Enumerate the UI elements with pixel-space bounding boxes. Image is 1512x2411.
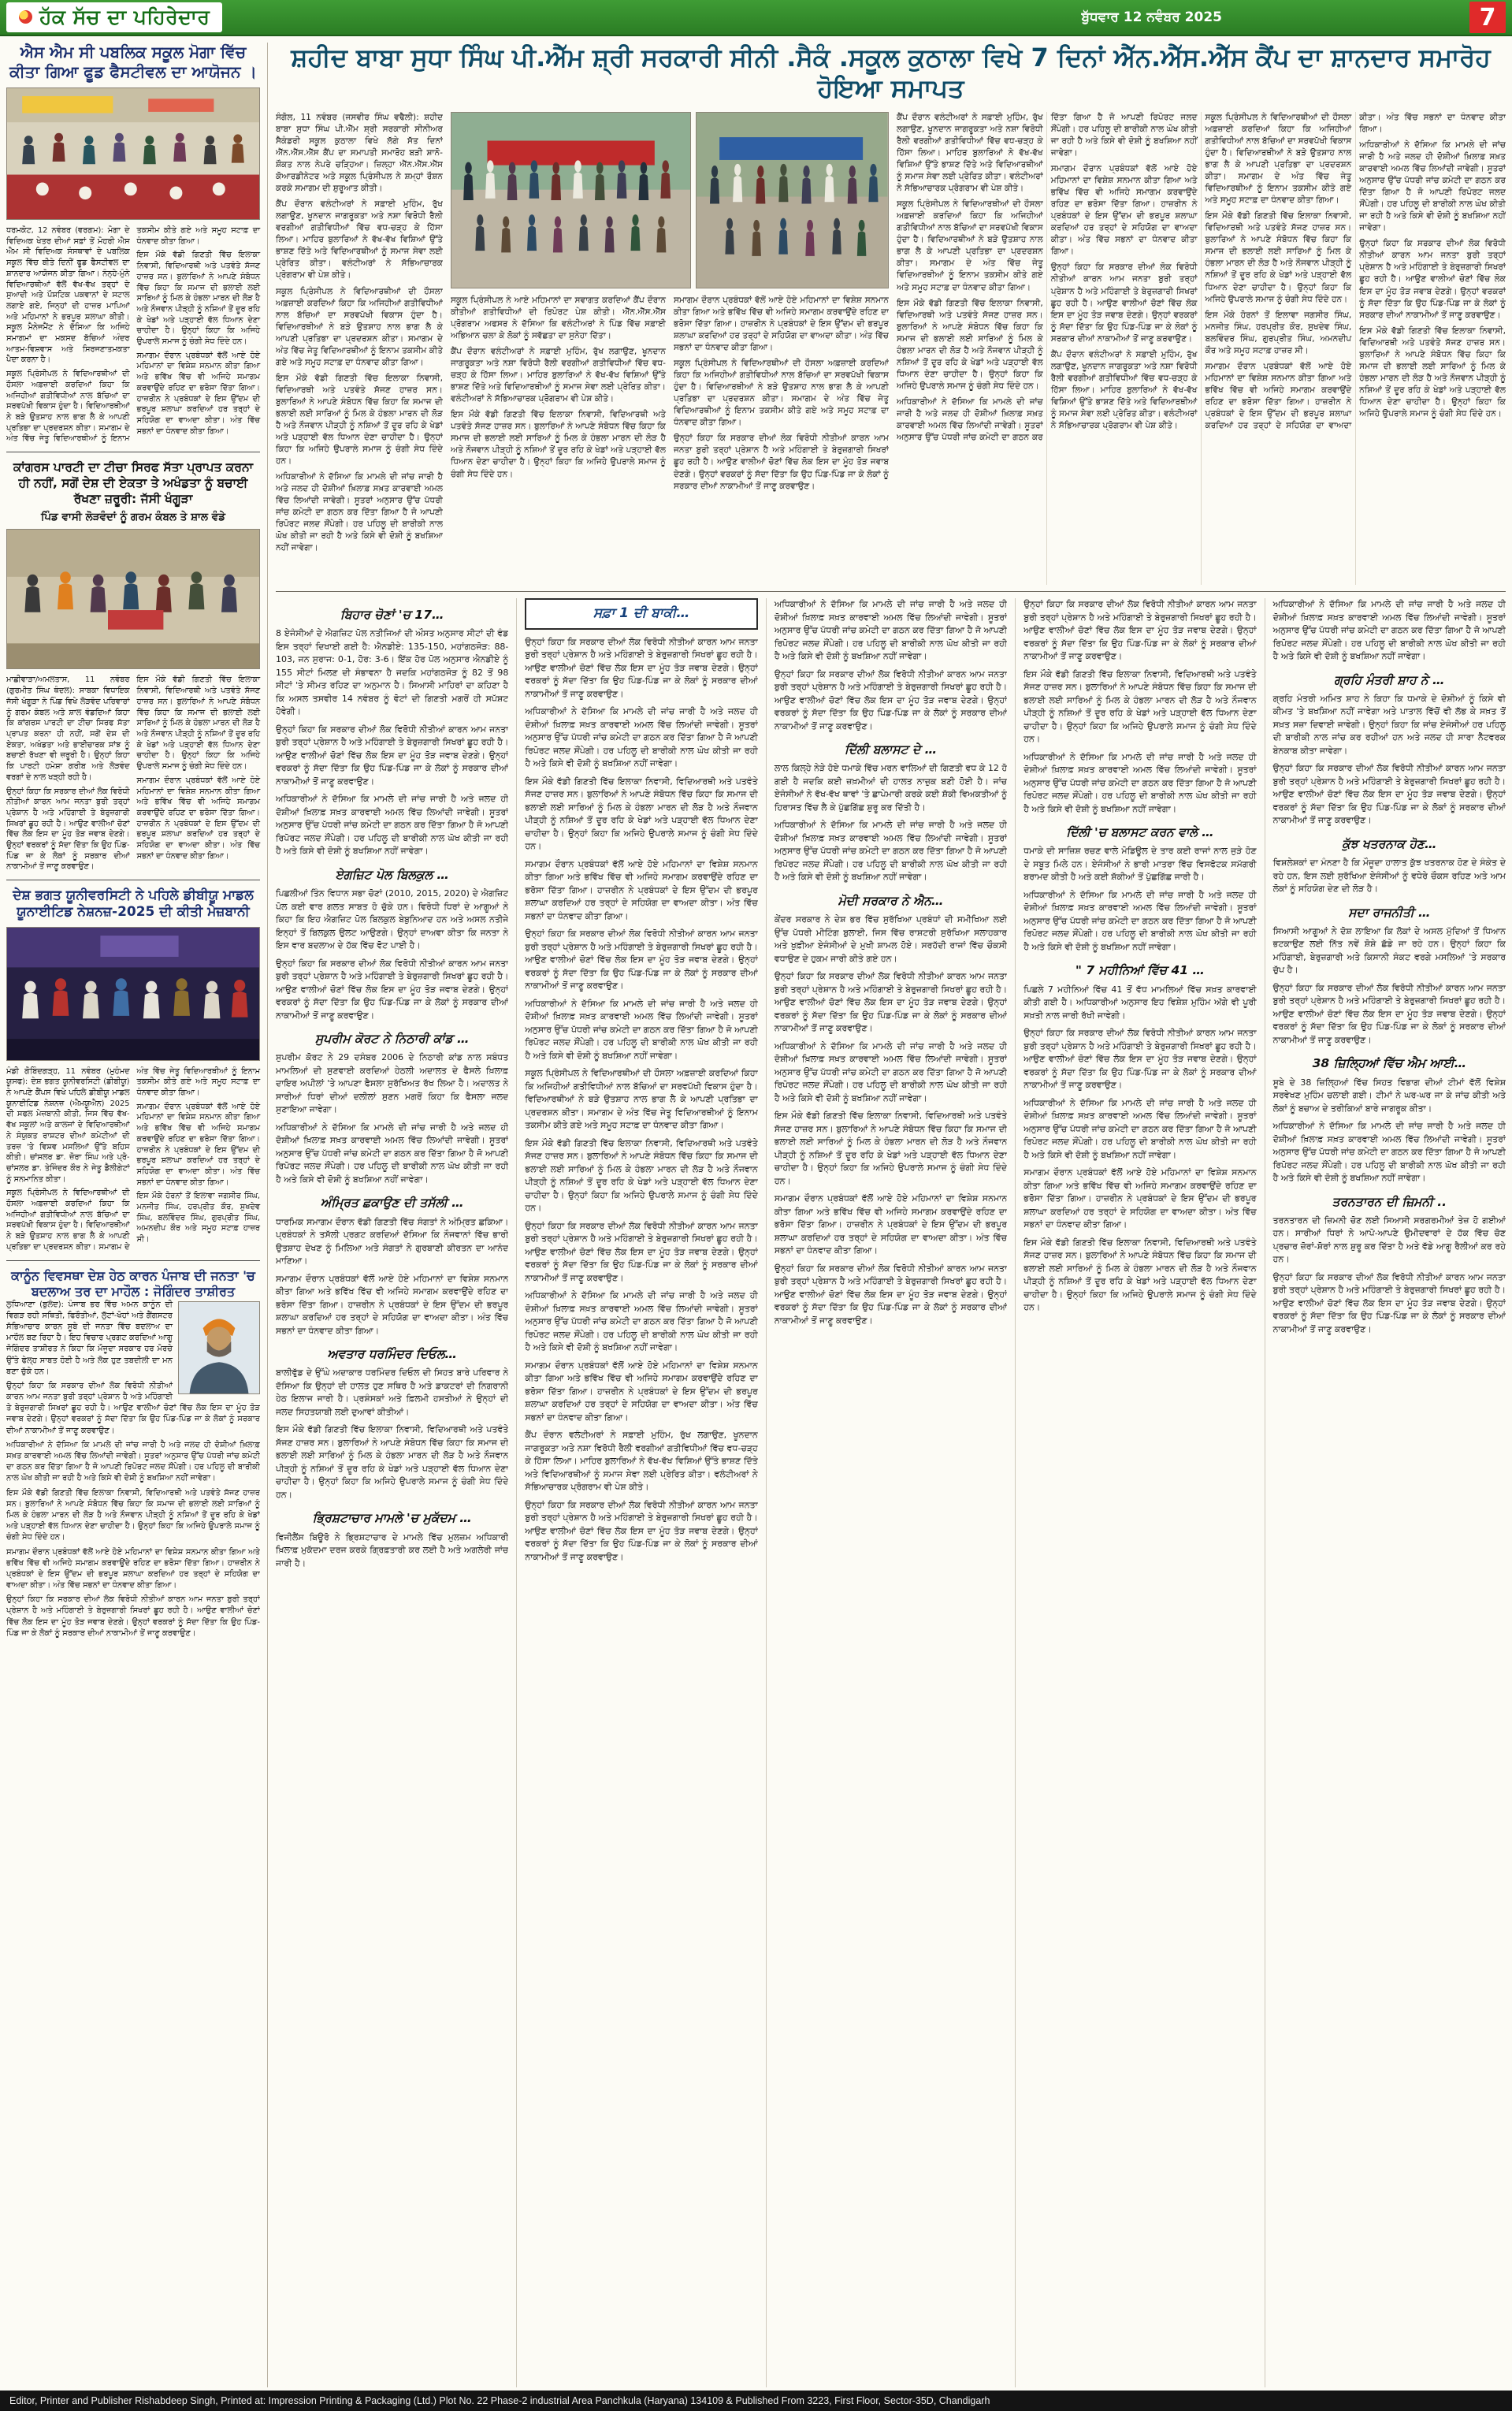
body-paragraph: ਉਨ੍ਹਾਂ ਕਿਹਾ ਕਿ ਸਰਕਾਰ ਦੀਆਂ ਲੋਕ ਵਿਰੋਧੀ ਨੀਤੀਆਂ ਕਾਰਨ ਆਮ ਜਨਤਾ ਬੁਰੀ ਤਰ੍ਹਾਂ ਪ੍ਰੇਸ਼ਾਨ ਹੈ ਅਤੇ ਮਹਿੰਗਾਈ ਤੇ ਬੇਰੁਜ਼ਗਾਰੀ ਸਿਖਰਾਂ ਛੂਹ ਰਹੀ ਹੈ। ਆਉਣ ਵਾਲੀਆਂ ਚੋਣਾਂ ਵਿੱਚ ਲੋਕ ਇਸ ਦਾ ਮੂੰਹ ਤੋੜ ਜਵਾਬ ਦੇਣਗੇ। ਉਨ੍ਹਾਂ ਵਰਕਰਾਂ ਨੂੰ ਸੱਦਾ ਦਿੱਤਾ ਕਿ ਉਹ ਪਿੰਡ-ਪਿੰਡ ਜਾ ਕੇ ਲੋਕਾਂ ਨੂੰ ਸਰਕਾਰ ਦੀਆਂ ਨਾਕਾਮੀਆਂ ਤੋਂ ਜਾਣੂ ਕਰਵਾਉਣ। — [525, 928, 758, 991]
body-paragraph: ਸਕੂਲ ਪ੍ਰਿੰਸੀਪਲ ਨੇ ਵਿਦਿਆਰਥੀਆਂ ਦੀ ਹੌਸਲਾ ਅਫ਼ਜ਼ਾਈ ਕਰਦਿਆਂ ਕਿਹਾ ਕਿ ਅਜਿਹੀਆਂ ਗਤੀਵਿਧੀਆਂ ਨਾਲ ਬੱਚਿਆਂ ਦਾ ਸਰਵਪੱਖੀ ਵਿਕਾਸ ਹੁੰਦਾ ਹੈ। ਵਿਦਿਆਰਥੀਆਂ ਨੇ ਬੜੇ ਉਤਸ਼ਾਹ ਨਾਲ ਭਾਗ ਲੈ ਕੇ ਆਪਣੀ ਪ੍ਰਤਿਭਾ ਦਾ ਪ੍ਰਦਰਸ਼ਨ ਕੀਤਾ। ਸਮਾਗਮ ਦੇ ਅੰਤ ਵਿੱਚ ਜੇਤੂ ਵਿਦਿਆਰਥੀਆਂ ਨੂੰ ਇਨਾਮ ਤਕਸੀਮ ਕੀਤੇ ਗਏ ਅਤੇ ਸਮੂਹ ਸਟਾਫ਼ ਦਾ ਧੰਨਵਾਦ ਕੀਤਾ ਗਿਆ। — [674, 359, 889, 428]
body-paragraph: ਉਨ੍ਹਾਂ ਕਿਹਾ ਕਿ ਸਰਕਾਰ ਦੀਆਂ ਲੋਕ ਵਿਰੋਧੀ ਨੀਤੀਆਂ ਕਾਰਨ ਆਮ ਜਨਤਾ ਬੁਰੀ ਤਰ੍ਹਾਂ ਪ੍ਰੇਸ਼ਾਨ ਹੈ ਅਤੇ ਮਹਿੰਗਾਈ ਤੇ ਬੇਰੁਜ਼ਗਾਰੀ ਸਿਖਰਾਂ ਛੂਹ ਰਹੀ ਹੈ। ਆਉਣ ਵਾਲੀਆਂ ਚੋਣਾਂ ਵਿੱਚ ਲੋਕ ਇਸ ਦਾ ਮੂੰਹ ਤੋੜ ਜਵਾਬ ਦੇਣਗੇ। ਉਨ੍ਹਾਂ ਵਰਕਰਾਂ ਨੂੰ ਸੱਦਾ ਦਿੱਤਾ ਕਿ ਉਹ ਪਿੰਡ-ਪਿੰਡ ਜਾ ਕੇ ਲੋਕਾਂ ਨੂੰ ਸਰਕਾਰ ਦੀਆਂ ਨਾਕਾਮੀਆਂ ਤੋਂ ਜਾਣੂ ਕਰਵਾਉਣ। — [674, 433, 889, 491]
continued-column-3 — [766, 598, 1007, 2387]
body-paragraph: ਕੈਂਪ ਦੌਰਾਨ ਵਲੰਟੀਅਰਾਂ ਨੇ ਸਫ਼ਾਈ ਮੁਹਿੰਮ, ਰੁੱਖ ਲਗਾਉਣ, ਖੂਨਦਾਨ ਜਾਗਰੂਕਤਾ ਅਤੇ ਨਸ਼ਾ ਵਿਰੋਧੀ ਰੈਲੀ ਵਰਗੀਆਂ ਗਤੀਵਿਧੀਆਂ ਵਿੱਚ ਵਧ-ਚੜ੍ਹ ਕੇ ਹਿੱਸਾ ਲਿਆ। ਮਾਹਿਰ ਬੁਲਾਰਿਆਂ ਨੇ ਵੱਖ-ਵੱਖ ਵਿਸ਼ਿਆਂ ਉੱਤੇ ਭਾਸ਼ਣ ਦਿੱਤੇ ਅਤੇ ਵਿਦਿਆਰਥੀਆਂ ਨੂੰ ਸਮਾਜ ਸੇਵਾ ਲਈ ਪ੍ਰੇਰਿਤ ਕੀਤਾ। ਵਲੰਟੀਅਰਾਂ ਨੇ ਸੱਭਿਆਚਾਰਕ ਪ੍ਰੋਗਰਾਮ ਵੀ ਪੇਸ਼ ਕੀਤੇ। — [451, 347, 666, 404]
body-paragraph: ਉਨ੍ਹਾਂ ਕਿਹਾ ਕਿ ਸਰਕਾਰ ਦੀਆਂ ਲੋਕ ਵਿਰੋਧੀ ਨੀਤੀਆਂ ਕਾਰਨ ਆਮ ਜਨਤਾ ਬੁਰੀ ਤਰ੍ਹਾਂ ਪ੍ਰੇਸ਼ਾਨ ਹੈ ਅਤੇ ਮਹਿੰਗਾਈ ਤੇ ਬੇਰੁਜ਼ਗਾਰੀ ਸਿਖਰਾਂ ਛੂਹ ਰਹੀ ਹੈ। ਆਉਣ ਵਾਲੀਆਂ ਚੋਣਾਂ ਵਿੱਚ ਲੋਕ ਇਸ ਦਾ ਮੂੰਹ ਤੋੜ ਜਵਾਬ ਦੇਣਗੇ। ਉਨ੍ਹਾਂ ਵਰਕਰਾਂ ਨੂੰ ਸੱਦਾ ਦਿੱਤਾ ਕਿ ਉਹ ਪਿੰਡ-ਪਿੰਡ ਜਾ ਕੇ ਲੋਕਾਂ ਨੂੰ ਸਰਕਾਰ ਦੀਆਂ ਨਾਕਾਮੀਆਂ ਤੋਂ ਜਾਣੂ ਕਰਵਾਉਣ। — [774, 971, 1008, 1033]
body-paragraph: ਸੂਬੇ ਦੇ 38 ਜ਼ਿਲ੍ਹਿਆਂ ਵਿੱਚ ਸਿਹਤ ਵਿਭਾਗ ਦੀਆਂ ਟੀਮਾਂ ਵੱਲੋਂ ਵਿਸ਼ੇਸ਼ ਸਰਵੇਖਣ ਮੁਹਿੰਮ ਚਲਾਈ ਗਈ। ਟੀਮਾਂ ਨੇ ਘਰ-ਘਰ ਜਾ ਕੇ ਜਾਂਚ ਕੀਤੀ ਅਤੇ ਲੋਕਾਂ ਨੂੰ ਬਚਾਅ ਦੇ ਤਰੀਕਿਆਂ ਬਾਰੇ ਜਾਗਰੂਕ ਕੀਤਾ। — [1272, 1077, 1506, 1114]
body-paragraph: ਉਨ੍ਹਾਂ ਕਿਹਾ ਕਿ ਸਰਕਾਰ ਦੀਆਂ ਲੋਕ ਵਿਰੋਧੀ ਨੀਤੀਆਂ ਕਾਰਨ ਆਮ ਜਨਤਾ ਬੁਰੀ ਤਰ੍ਹਾਂ ਪ੍ਰੇਸ਼ਾਨ ਹੈ ਅਤੇ ਮਹਿੰਗਾਈ ਤੇ ਬੇਰੁਜ਼ਗਾਰੀ ਸਿਖਰਾਂ ਛੂਹ ਰਹੀ ਹੈ। ਆਉਣ ਵਾਲੀਆਂ ਚੋਣਾਂ ਵਿੱਚ ਲੋਕ ਇਸ ਦਾ ਮੂੰਹ ਤੋੜ ਜਵਾਬ ਦੇਣਗੇ। ਉਨ੍ਹਾਂ ਵਰਕਰਾਂ ਨੂੰ ਸੱਦਾ ਦਿੱਤਾ ਕਿ ਉਹ ਪਿੰਡ-ਪਿੰਡ ਜਾ ਕੇ ਲੋਕਾਂ ਨੂੰ ਸਰਕਾਰ ਦੀਆਂ ਨਾਕਾਮੀਆਂ ਤੋਂ ਜਾਣੂ ਕਰਵਾਉਣ। — [1023, 599, 1257, 661]
body-paragraph: ਮਾਛੀਵਾੜਾ/ਅਮਲਤਾਸ, 11 ਨਵੰਬਰ (ਗੁਰਮੀਤ ਸਿੰਘ ਥੰਦਲ): ਸਾਬਕਾ ਵਿਧਾਇਕ ਜੱਸੀ ਖੰਗੂੜਾ ਨੇ ਪਿੰਡ ਵਿਖੇ ਲੋੜਵੰਦ ਪਰਿਵਾਰਾਂ ਨੂੰ ਗਰਮ ਕੰਬਲ ਅਤੇ ਸ਼ਾਲ ਵੰਡਦਿਆਂ ਕਿਹਾ ਕਿ ਕਾਂਗਰਸ ਪਾਰਟੀ ਦਾ ਟੀਚਾ ਸਿਰਫ ਸੱਤਾ ਪ੍ਰਾਪਤ ਕਰਨਾ ਹੀ ਨਹੀਂ, ਸਗੋਂ ਦੇਸ਼ ਦੀ ਏਕਤਾ, ਅਖੰਡਤਾ ਅਤੇ ਭਾਈਚਾਰਕ ਸਾਂਝ ਨੂੰ ਬਚਾਈ ਰੱਖਣਾ ਵੀ ਜ਼ਰੂਰੀ ਹੈ। ਉਨ੍ਹਾਂ ਕਿਹਾ ਕਿ ਪਾਰਟੀ ਹਮੇਸ਼ਾ ਗਰੀਬ ਅਤੇ ਲੋੜਵੰਦ ਵਰਗਾਂ ਦੇ ਨਾਲ ਖੜ੍ਹੀ ਰਹੀ ਹੈ। — [6, 675, 130, 782]
body-paragraph: ਉਨ੍ਹਾਂ ਕਿਹਾ ਕਿ ਸਰਕਾਰ ਦੀਆਂ ਲੋਕ ਵਿਰੋਧੀ ਨੀਤੀਆਂ ਕਾਰਨ ਆਮ ਜਨਤਾ ਬੁਰੀ ਤਰ੍ਹਾਂ ਪ੍ਰੇਸ਼ਾਨ ਹੈ ਅਤੇ ਮਹਿੰਗਾਈ ਤੇ ਬੇਰੁਜ਼ਗਾਰੀ ਸਿਖਰਾਂ ਛੂਹ ਰਹੀ ਹੈ। ਆਉਣ ਵਾਲੀਆਂ ਚੋਣਾਂ ਵਿੱਚ ਲੋਕ ਇਸ ਦਾ ਮੂੰਹ ਤੋੜ ਜਵਾਬ ਦੇਣਗੇ। ਉਨ੍ਹਾਂ ਵਰਕਰਾਂ ਨੂੰ ਸੱਦਾ ਦਿੱਤਾ ਕਿ ਉਹ ਪਿੰਡ-ਪਿੰਡ ਜਾ ਕੇ ਲੋਕਾਂ ਨੂੰ ਸਰਕਾਰ ਦੀਆਂ ਨਾਕਾਮੀਆਂ ਤੋਂ ਜਾਣੂ ਕਰਵਾਉਣ। — [1359, 239, 1506, 320]
body-paragraph: ਉਨ੍ਹਾਂ ਕਿਹਾ ਕਿ ਸਰਕਾਰ ਦੀਆਂ ਲੋਕ ਵਿਰੋਧੀ ਨੀਤੀਆਂ ਕਾਰਨ ਆਮ ਜਨਤਾ ਬੁਰੀ ਤਰ੍ਹਾਂ ਪ੍ਰੇਸ਼ਾਨ ਹੈ ਅਤੇ ਮਹਿੰਗਾਈ ਤੇ ਬੇਰੁਜ਼ਗਾਰੀ ਸਿਖਰਾਂ ਛੂਹ ਰਹੀ ਹੈ। ਆਉਣ ਵਾਲੀਆਂ ਚੋਣਾਂ ਵਿੱਚ ਲੋਕ ਇਸ ਦਾ ਮੂੰਹ ਤੋੜ ਜਵਾਬ ਦੇਣਗੇ। ਉਨ੍ਹਾਂ ਵਰਕਰਾਂ ਨੂੰ ਸੱਦਾ ਦਿੱਤਾ ਕਿ ਉਹ ਪਿੰਡ-ਪਿੰਡ ਜਾ ਕੇ ਲੋਕਾਂ ਨੂੰ ਸਰਕਾਰ ਦੀਆਂ ਨਾਕਾਮੀਆਂ ਤੋਂ ਜਾਣੂ ਕਰਵਾਉਣ। — [525, 1499, 758, 1562]
body-paragraph: ਕੇਂਦਰ ਸਰਕਾਰ ਨੇ ਦੇਸ਼ ਭਰ ਵਿੱਚ ਸੁਰੱਖਿਆ ਪ੍ਰਬੰਧਾਂ ਦੀ ਸਮੀਖਿਆ ਲਈ ਉੱਚ ਪੱਧਰੀ ਮੀਟਿੰਗ ਬੁਲਾਈ, ਜਿਸ ਵਿੱਚ ਰਾਸ਼ਟਰੀ ਸੁਰੱਖਿਆ ਸਲਾਹਕਾਰ ਅਤੇ ਖੁਫ਼ੀਆ ਏਜੰਸੀਆਂ ਦੇ ਮੁਖੀ ਸ਼ਾਮਲ ਹੋਏ। ਸਰਹੱਦੀ ਰਾਜਾਂ ਵਿੱਚ ਚੌਕਸੀ ਵਧਾਉਣ ਦੇ ਹੁਕਮ ਜਾਰੀ ਕੀਤੇ ਗਏ ਹਨ। — [774, 914, 1008, 964]
photo-nss-group-1 — [451, 112, 691, 288]
body-paragraph: ਅਧਿਕਾਰੀਆਂ ਨੇ ਦੱਸਿਆ ਕਿ ਮਾਮਲੇ ਦੀ ਜਾਂਚ ਜਾਰੀ ਹੈ ਅਤੇ ਜਲਦ ਹੀ ਦੋਸ਼ੀਆਂ ਖ਼ਿਲਾਫ਼ ਸਖ਼ਤ ਕਾਰਵਾਈ ਅਮਲ ਵਿੱਚ ਲਿਆਂਦੀ ਜਾਵੇਗੀ। ਸੂਤਰਾਂ ਅਨੁਸਾਰ ਉੱਚ ਪੱਧਰੀ ਜਾਂਚ ਕਮੇਟੀ ਦਾ ਗਠਨ ਕਰ ਦਿੱਤਾ ਗਿਆ ਹੈ ਜੋ ਆਪਣੀ ਰਿਪੋਰਟ ਜਲਦ ਸੌਂਪੇਗੀ। ਹਰ ਪਹਿਲੂ ਦੀ ਬਾਰੀਕੀ ਨਾਲ ਘੋਖ ਕੀਤੀ ਜਾ ਰਹੀ ਹੈ ਅਤੇ ਕਿਸੇ ਵੀ ਦੋਸ਼ੀ ਨੂੰ ਬਖਸ਼ਿਆ ਨਹੀਂ ਜਾਵੇਗਾ। — [6, 1440, 260, 1483]
article-congress-blankets — [6, 452, 260, 872]
body-paragraph: ਉਨ੍ਹਾਂ ਕਿਹਾ ਕਿ ਸਰਕਾਰ ਦੀਆਂ ਲੋਕ ਵਿਰੋਧੀ ਨੀਤੀਆਂ ਕਾਰਨ ਆਮ ਜਨਤਾ ਬੁਰੀ ਤਰ੍ਹਾਂ ਪ੍ਰੇਸ਼ਾਨ ਹੈ ਅਤੇ ਮਹਿੰਗਾਈ ਤੇ ਬੇਰੁਜ਼ਗਾਰੀ ਸਿਖਰਾਂ ਛੂਹ ਰਹੀ ਹੈ। ਆਉਣ ਵਾਲੀਆਂ ਚੋਣਾਂ ਵਿੱਚ ਲੋਕ ਇਸ ਦਾ ਮੂੰਹ ਤੋੜ ਜਵਾਬ ਦੇਣਗੇ। ਉਨ੍ਹਾਂ ਵਰਕਰਾਂ ਨੂੰ ਸੱਦਾ ਦਿੱਤਾ ਕਿ ਉਹ ਪਿੰਡ-ਪਿੰਡ ਜਾ ਕੇ ਲੋਕਾਂ ਨੂੰ ਸਰਕਾਰ ਦੀਆਂ ਨਾਕਾਮੀਆਂ ਤੋਂ ਜਾਣੂ ਕਰਵਾਉਣ। — [1272, 982, 1506, 1045]
article-headline: ਕਾਂਗਰਸ ਪਾਰਟੀ ਦਾ ਟੀਚਾ ਸਿਰਫ ਸੱਤਾ ਪ੍ਰਾਪਤ ਕਰਨਾ ਹੀ ਨਹੀਂ, ਸਗੋਂ ਦੇਸ਼ ਦੀ ਏਕਤਾ ਤੇ ਅਖੰਡਤਾ ਨੂੰ ਬਚਾਈ ਰੱਖਣਾ ਜ਼ਰੂਰੀ: ਜੱਸੀ ਖੰਗੂੜਾ — [13, 460, 254, 507]
body-paragraph: ਉਨ੍ਹਾਂ ਕਿਹਾ ਕਿ ਸਰਕਾਰ ਦੀਆਂ ਲੋਕ ਵਿਰੋਧੀ ਨੀਤੀਆਂ ਕਾਰਨ ਆਮ ਜਨਤਾ ਬੁਰੀ ਤਰ੍ਹਾਂ ਪ੍ਰੇਸ਼ਾਨ ਹੈ ਅਤੇ ਮਹਿੰਗਾਈ ਤੇ ਬੇਰੁਜ਼ਗਾਰੀ ਸਿਖਰਾਂ ਛੂਹ ਰਹੀ ਹੈ। ਆਉਣ ਵਾਲੀਆਂ ਚੋਣਾਂ ਵਿੱਚ ਲੋਕ ਇਸ ਦਾ ਮੂੰਹ ਤੋੜ ਜਵਾਬ ਦੇਣਗੇ। ਉਨ੍ਹਾਂ ਵਰਕਰਾਂ ਨੂੰ ਸੱਦਾ ਦਿੱਤਾ ਕਿ ਉਹ ਪਿੰਡ-ਪਿੰਡ ਜਾ ਕੇ ਲੋਕਾਂ ਨੂੰ ਸਰਕਾਰ ਦੀਆਂ ਨਾਕਾਮੀਆਂ ਤੋਂ ਜਾਣੂ ਕਰਵਾਉਣ। — [525, 1220, 758, 1283]
body-paragraph: ਵਿਜੀਲੈਂਸ ਬਿਊਰੋ ਨੇ ਭ੍ਰਿਸ਼ਟਾਚਾਰ ਦੇ ਮਾਮਲੇ ਵਿੱਚ ਮੁਲਜ਼ਮ ਅਧਿਕਾਰੀ ਖ਼ਿਲਾਫ਼ ਮੁਕੱਦਮਾ ਦਰਜ ਕਰਕੇ ਗ੍ਰਿਫ਼ਤਾਰੀ ਕਰ ਲਈ ਹੈ ਅਤੇ ਅਗਲੇਰੀ ਜਾਂਚ ਜਾਰੀ ਹੈ। — [276, 1531, 509, 1568]
body-paragraph: ਅਧਿਕਾਰੀਆਂ ਨੇ ਦੱਸਿਆ ਕਿ ਮਾਮਲੇ ਦੀ ਜਾਂਚ ਜਾਰੀ ਹੈ ਅਤੇ ਜਲਦ ਹੀ ਦੋਸ਼ੀਆਂ ਖ਼ਿਲਾਫ਼ ਸਖ਼ਤ ਕਾਰਵਾਈ ਅਮਲ ਵਿੱਚ ਲਿਆਂਦੀ ਜਾਵੇਗੀ। ਸੂਤਰਾਂ ਅਨੁਸਾਰ ਉੱਚ ਪੱਧਰੀ ਜਾਂਚ ਕਮੇਟੀ ਦਾ ਗਠਨ ਕਰ ਦਿੱਤਾ ਗਿਆ ਹੈ ਜੋ ਆਪਣੀ ਰਿਪੋਰਟ ਜਲਦ ਸੌਂਪੇਗੀ। ਹਰ ਪਹਿਲੂ ਦੀ ਬਾਰੀਕੀ ਨਾਲ ਘੋਖ ਕੀਤੀ ਜਾ ਰਹੀ ਹੈ ਅਤੇ ਕਿਸੇ ਵੀ ਦੋਸ਼ੀ ਨੂੰ ਬਖਸ਼ਿਆ ਨਹੀਂ ਜਾਵੇਗਾ। — [525, 998, 758, 1061]
subhead-dharmendra: ਅਵਤਾਰ ਧਰਮਿੰਦਰ ਦਿਓਲ… — [327, 1347, 457, 1361]
body-paragraph: ਉਨ੍ਹਾਂ ਕਿਹਾ ਕਿ ਸਰਕਾਰ ਦੀਆਂ ਲੋਕ ਵਿਰੋਧੀ ਨੀਤੀਆਂ ਕਾਰਨ ਆਮ ਜਨਤਾ ਬੁਰੀ ਤਰ੍ਹਾਂ ਪ੍ਰੇਸ਼ਾਨ ਹੈ ਅਤੇ ਮਹਿੰਗਾਈ ਤੇ ਬੇਰੁਜ਼ਗਾਰੀ ਸਿਖਰਾਂ ਛੂਹ ਰਹੀ ਹੈ। ਆਉਣ ਵਾਲੀਆਂ ਚੋਣਾਂ ਵਿੱਚ ਲੋਕ ਇਸ ਦਾ ਮੂੰਹ ਤੋੜ ਜਵਾਬ ਦੇਣਗੇ। ਉਨ੍ਹਾਂ ਵਰਕਰਾਂ ਨੂੰ ਸੱਦਾ ਦਿੱਤਾ ਕਿ ਉਹ ਪਿੰਡ-ਪਿੰਡ ਜਾ ਕੇ ਲੋਕਾਂ ਨੂੰ ਸਰਕਾਰ ਦੀਆਂ ਨਾਕਾਮੀਆਂ ਤੋਂ ਜਾਣੂ ਕਰਵਾਉਣ। — [1023, 1028, 1257, 1090]
body-paragraph: ਇਸ ਮੌਕੇ ਵੱਡੀ ਗਿਣਤੀ ਵਿੱਚ ਇਲਾਕਾ ਨਿਵਾਸੀ, ਵਿਦਿਆਰਥੀ ਅਤੇ ਪਤਵੰਤੇ ਸੱਜਣ ਹਾਜ਼ਰ ਸਨ। ਬੁਲਾਰਿਆਂ ਨੇ ਆਪਣੇ ਸੰਬੋਧਨ ਵਿੱਚ ਕਿਹਾ ਕਿ ਸਮਾਜ ਦੀ ਭਲਾਈ ਲਈ ਸਾਰਿਆਂ ਨੂੰ ਮਿਲ ਕੇ ਹੰਭਲਾ ਮਾਰਨ ਦੀ ਲੋੜ ਹੈ ਅਤੇ ਨੌਜਵਾਨ ਪੀੜ੍ਹੀ ਨੂੰ ਨਸ਼ਿਆਂ ਤੋਂ ਦੂਰ ਰਹਿ ਕੇ ਖੇਡਾਂ ਅਤੇ ਪੜ੍ਹਾਈ ਵੱਲ ਧਿਆਨ ਦੇਣਾ ਚਾਹੀਦਾ ਹੈ। ਉਨ੍ਹਾਂ ਕਿਹਾ ਕਿ ਅਜਿਹੇ ਉਪਰਾਲੇ ਸਮਾਜ ਨੂੰ ਚੰਗੀ ਸੇਧ ਦਿੰਦੇ ਹਨ। — [1205, 211, 1352, 304]
body-paragraph: ਸੁਪਰੀਮ ਕੋਰਟ ਨੇ 29 ਦਸੰਬਰ 2006 ਦੇ ਨਿਠਾਰੀ ਕਾਂਡ ਨਾਲ ਸਬੰਧਤ ਮਾਮਲਿਆਂ ਦੀ ਸੁਣਵਾਈ ਕਰਦਿਆਂ ਹੇਠਲੀ ਅਦਾਲਤ ਦੇ ਫੈਸਲੇ ਖ਼ਿਲਾਫ਼ ਦਾਇਰ ਅਪੀਲਾਂ 'ਤੇ ਆਪਣਾ ਫੈਸਲਾ ਸੁਰੱਖਿਅਤ ਰੱਖ ਲਿਆ ਹੈ। ਅਦਾਲਤ ਨੇ ਸਾਰੀਆਂ ਧਿਰਾਂ ਦੀਆਂ ਦਲੀਲਾਂ ਸੁਣਨ ਮਗਰੋਂ ਕਿਹਾ ਕਿ ਫੈਸਲਾ ਜਲਦ ਸੁਣਾਇਆ ਜਾਵੇਗਾ। — [276, 1052, 509, 1115]
body-paragraph: ਵਿਸ਼ਲੇਸ਼ਕਾਂ ਦਾ ਮੰਨਣਾ ਹੈ ਕਿ ਮੌਜੂਦਾ ਹਾਲਾਤ ਕੁੱਝ ਖਤਰਨਾਕ ਹੋਣ ਦੇ ਸੰਕੇਤ ਦੇ ਰਹੇ ਹਨ, ਇਸ ਲਈ ਸੁਰੱਖਿਆ ਏਜੰਸੀਆਂ ਨੂੰ ਵਧੇਰੇ ਚੌਕਸ ਰਹਿਣ ਅਤੇ ਆਮ ਲੋਕਾਂ ਨੂੰ ਸਹਿਯੋਗ ਦੇਣ ਦੀ ਲੋੜ ਹੈ। — [1272, 858, 1506, 894]
body-paragraph: ਸਮਾਗਮ ਦੌਰਾਨ ਪ੍ਰਬੰਧਕਾਂ ਵੱਲੋਂ ਆਏ ਹੋਏ ਮਹਿਮਾਨਾਂ ਦਾ ਵਿਸ਼ੇਸ਼ ਸਨਮਾਨ ਕੀਤਾ ਗਿਆ ਅਤੇ ਭਵਿੱਖ ਵਿੱਚ ਵੀ ਅਜਿਹੇ ਸਮਾਗਮ ਕਰਵਾਉਂਦੇ ਰਹਿਣ ਦਾ ਭਰੋਸਾ ਦਿੱਤਾ ਗਿਆ। ਹਾਜ਼ਰੀਨ ਨੇ ਪ੍ਰਬੰਧਕਾਂ ਦੇ ਇਸ ਉੱਦਮ ਦੀ ਭਰਪੂਰ ਸ਼ਲਾਘਾ ਕਰਦਿਆਂ ਹਰ ਤਰ੍ਹਾਂ ਦੇ ਸਹਿਯੋਗ ਦਾ ਵਾਅਦਾ ਕੀਤਾ। ਅੰਤ ਵਿੱਚ ਸਭਨਾਂ ਦਾ ਧੰਨਵਾਦ ਕੀਤਾ ਗਿਆ। — [1050, 164, 1198, 257]
article-body — [276, 112, 1506, 585]
masthead — [0, 0, 1512, 36]
body-paragraph: ਲੁਧਿਆਣਾ (ਬੁਲੰਦ): ਪੰਜਾਬ ਭਰ ਵਿੱਚ ਅਮਨ ਕਾਨੂੰਨ ਦੀ ਵਿਗੜ ਰਹੀ ਸਥਿਤੀ, ਫਿਰੌਤੀਆਂ, ਲੁੱਟਾਂ-ਖੋਹਾਂ ਅਤੇ ਗੈਂਗਸਟਰ ਸੱਭਿਆਚਾਰ ਕਾਰਨ ਸੂਬੇ ਦੀ ਜਨਤਾ ਵਿੱਚ ਬਦਲਾਅ ਦਾ ਮਾਹੌਲ ਬਣ ਰਿਹਾ ਹੈ। ਇਹ ਵਿਚਾਰ ਪ੍ਰਗਟ ਕਰਦਿਆਂ ਆਗੂ ਜੋਗਿੰਦਰ ਤਾਸ਼ੀਰਤ ਨੇ ਕਿਹਾ ਕਿ ਮੌਜੂਦਾ ਸਰਕਾਰ ਹਰ ਮੋਰਚੇ ਉੱਤੇ ਫੇਲ੍ਹ ਸਾਬਤ ਹੋਈ ਹੈ ਅਤੇ ਲੋਕ ਹੁਣ ਤਬਦੀਲੀ ਦਾ ਮਨ ਬਣਾ ਚੁੱਕੇ ਹਨ। — [6, 1300, 173, 1376]
body-paragraph: ਇਸ ਮੌਕੇ ਵੱਡੀ ਗਿਣਤੀ ਵਿੱਚ ਇਲਾਕਾ ਨਿਵਾਸੀ, ਵਿਦਿਆਰਥੀ ਅਤੇ ਪਤਵੰਤੇ ਸੱਜਣ ਹਾਜ਼ਰ ਸਨ। ਬੁਲਾਰਿਆਂ ਨੇ ਆਪਣੇ ਸੰਬੋਧਨ ਵਿੱਚ ਕਿਹਾ ਕਿ ਸਮਾਜ ਦੀ ਭਲਾਈ ਲਈ ਸਾਰਿਆਂ ਨੂੰ ਮਿਲ ਕੇ ਹੰਭਲਾ ਮਾਰਨ ਦੀ ਲੋੜ ਹੈ ਅਤੇ ਨੌਜਵਾਨ ਪੀੜ੍ਹੀ ਨੂੰ ਨਸ਼ਿਆਂ ਤੋਂ ਦੂਰ ਰਹਿ ਕੇ ਖੇਡਾਂ ਅਤੇ ਪੜ੍ਹਾਈ ਵੱਲ ਧਿਆਨ ਦੇਣਾ ਚਾਹੀਦਾ ਹੈ। ਉਨ੍ਹਾਂ ਕਿਹਾ ਕਿ ਅਜਿਹੇ ਉਪਰਾਲੇ ਸਮਾਜ ਨੂੰ ਚੰਗੀ ਸੇਧ ਦਿੰਦੇ ਹਨ। — [1023, 668, 1257, 744]
body-paragraph: ਗ੍ਰਹਿ ਮੰਤਰੀ ਅਮਿਤ ਸ਼ਾਹ ਨੇ ਕਿਹਾ ਕਿ ਧਮਾਕੇ ਦੇ ਦੋਸ਼ੀਆਂ ਨੂੰ ਕਿਸੇ ਵੀ ਕੀਮਤ 'ਤੇ ਬਖਸ਼ਿਆ ਨਹੀਂ ਜਾਵੇਗਾ ਅਤੇ ਪਾਤਾਲ ਵਿੱਚੋਂ ਵੀ ਲੱਭ ਕੇ ਸਖ਼ਤ ਤੋਂ ਸਖ਼ਤ ਸਜ਼ਾ ਦਿਵਾਈ ਜਾਵੇਗੀ। ਉਨ੍ਹਾਂ ਕਿਹਾ ਕਿ ਜਾਂਚ ਏਜੰਸੀਆਂ ਹਰ ਪਹਿਲੂ ਦੀ ਬਾਰੀਕੀ ਨਾਲ ਜਾਂਚ ਕਰ ਰਹੀਆਂ ਹਨ ਅਤੇ ਜਲਦ ਹੀ ਸਾਰਾ ਨੈੱਟਵਰਕ ਬੇਨਕਾਬ ਕੀਤਾ ਜਾਵੇਗਾ। — [1272, 693, 1506, 756]
subhead-41-in-7-months: " 7 ਮਹੀਨਿਆਂ ਵਿੱਚ 41 … — [1075, 963, 1205, 978]
imprint-footer — [0, 2391, 1512, 2411]
body-paragraph: ਅਧਿਕਾਰੀਆਂ ਨੇ ਦੱਸਿਆ ਕਿ ਮਾਮਲੇ ਦੀ ਜਾਂਚ ਜਾਰੀ ਹੈ ਅਤੇ ਜਲਦ ਹੀ ਦੋਸ਼ੀਆਂ ਖ਼ਿਲਾਫ਼ ਸਖ਼ਤ ਕਾਰਵਾਈ ਅਮਲ ਵਿੱਚ ਲਿਆਂਦੀ ਜਾਵੇਗੀ। ਸੂਤਰਾਂ ਅਨੁਸਾਰ ਉੱਚ ਪੱਧਰੀ ਜਾਂਚ ਕਮੇਟੀ ਦਾ ਗਠਨ ਕਰ ਦਿੱਤਾ ਗਿਆ ਹੈ ਜੋ ਆਪਣੀ ਰਿਪੋਰਟ ਜਲਦ ਸੌਂਪੇਗੀ। ਹਰ ਪਹਿਲੂ ਦੀ ਬਾਰੀਕੀ ਨਾਲ ਘੋਖ ਕੀਤੀ ਜਾ ਰਹੀ ਹੈ ਅਤੇ ਕਿਸੇ ਵੀ ਦੋਸ਼ੀ ਨੂੰ ਬਖਸ਼ਿਆ ਨਹੀਂ ਜਾਵੇਗਾ। — [774, 599, 1008, 661]
body-paragraph: ਅਧਿਕਾਰੀਆਂ ਨੇ ਦੱਸਿਆ ਕਿ ਮਾਮਲੇ ਦੀ ਜਾਂਚ ਜਾਰੀ ਹੈ ਅਤੇ ਜਲਦ ਹੀ ਦੋਸ਼ੀਆਂ ਖ਼ਿਲਾਫ਼ ਸਖ਼ਤ ਕਾਰਵਾਈ ਅਮਲ ਵਿੱਚ ਲਿਆਂਦੀ ਜਾਵੇਗੀ। ਸੂਤਰਾਂ ਅਨੁਸਾਰ ਉੱਚ ਪੱਧਰੀ ਜਾਂਚ ਕਮੇਟੀ ਦਾ ਗਠਨ ਕਰ ਦਿੱਤਾ ਗਿਆ ਹੈ ਜੋ ਆਪਣੀ ਰਿਪੋਰਟ ਜਲਦ ਸੌਂਪੇਗੀ। ਹਰ ਪਹਿਲੂ ਦੀ ਬਾਰੀਕੀ ਨਾਲ ਘੋਖ ਕੀਤੀ ਜਾ ਰਹੀ ਹੈ ਅਤੇ ਕਿਸੇ ਵੀ ਦੋਸ਼ੀ ਨੂੰ ਬਖਸ਼ਿਆ ਨਹੀਂ ਜਾਵੇਗਾ। — [1023, 889, 1257, 952]
body-paragraph: ਸਮਾਗਮ ਦੌਰਾਨ ਪ੍ਰਬੰਧਕਾਂ ਵੱਲੋਂ ਆਏ ਹੋਏ ਮਹਿਮਾਨਾਂ ਦਾ ਵਿਸ਼ੇਸ਼ ਸਨਮਾਨ ਕੀਤਾ ਗਿਆ ਅਤੇ ਭਵਿੱਖ ਵਿੱਚ ਵੀ ਅਜਿਹੇ ਸਮਾਗਮ ਕਰਵਾਉਂਦੇ ਰਹਿਣ ਦਾ ਭਰੋਸਾ ਦਿੱਤਾ ਗਿਆ। ਹਾਜ਼ਰੀਨ ਨੇ ਪ੍ਰਬੰਧਕਾਂ ਦੇ ਇਸ ਉੱਦਮ ਦੀ ਭਰਪੂਰ ਸ਼ਲਾਘਾ ਕਰਦਿਆਂ ਹਰ ਤਰ੍ਹਾਂ ਦੇ ਸਹਿਯੋਗ ਦਾ ਵਾਅਦਾ ਕੀਤਾ। ਅੰਤ ਵਿੱਚ ਸਭਨਾਂ ਦਾ ਧੰਨਵਾਦ ਕੀਤਾ ਗਿਆ। — [6, 1547, 260, 1591]
body-paragraph: ਸਮਾਗਮ ਦੌਰਾਨ ਪ੍ਰਬੰਧਕਾਂ ਵੱਲੋਂ ਆਏ ਹੋਏ ਮਹਿਮਾਨਾਂ ਦਾ ਵਿਸ਼ੇਸ਼ ਸਨਮਾਨ ਕੀਤਾ ਗਿਆ ਅਤੇ ਭਵਿੱਖ ਵਿੱਚ ਵੀ ਅਜਿਹੇ ਸਮਾਗਮ ਕਰਵਾਉਂਦੇ ਰਹਿਣ ਦਾ ਭਰੋਸਾ ਦਿੱਤਾ ਗਿਆ। ਹਾਜ਼ਰੀਨ ਨੇ ਪ੍ਰਬੰਧਕਾਂ ਦੇ ਇਸ ਉੱਦਮ ਦੀ ਭਰਪੂਰ ਸ਼ਲਾਘਾ ਕਰਦਿਆਂ ਹਰ ਤਰ੍ਹਾਂ ਦੇ ਸਹਿਯੋਗ ਦਾ ਵਾਅਦਾ ਕੀਤਾ। ਅੰਤ ਵਿੱਚ ਸਭਨਾਂ ਦਾ ਧੰਨਵਾਦ ਕੀਤਾ ਗਿਆ। — [276, 1273, 509, 1336]
body-paragraph: ਅਧਿਕਾਰੀਆਂ ਨੇ ਦੱਸਿਆ ਕਿ ਮਾਮਲੇ ਦੀ ਜਾਂਚ ਜਾਰੀ ਹੈ ਅਤੇ ਜਲਦ ਹੀ ਦੋਸ਼ੀਆਂ ਖ਼ਿਲਾਫ਼ ਸਖ਼ਤ ਕਾਰਵਾਈ ਅਮਲ ਵਿੱਚ ਲਿਆਂਦੀ ਜਾਵੇਗੀ। ਸੂਤਰਾਂ ਅਨੁਸਾਰ ਉੱਚ ਪੱਧਰੀ ਜਾਂਚ ਕਮੇਟੀ ਦਾ ਗਠਨ ਕਰ ਦਿੱਤਾ ਗਿਆ ਹੈ ਜੋ ਆਪਣੀ ਰਿਪੋਰਟ ਜਲਦ ਸੌਂਪੇਗੀ। ਹਰ ਪਹਿਲੂ ਦੀ ਬਾਰੀਕੀ ਨਾਲ ਘੋਖ ਕੀਤੀ ਜਾ ਰਹੀ ਹੈ ਅਤੇ ਕਿਸੇ ਵੀ ਦੋਸ਼ੀ ਨੂੰ ਬਖਸ਼ਿਆ ਨਹੀਂ ਜਾਵੇਗਾ। — [774, 1040, 1008, 1103]
photo-dbu-stage — [6, 927, 260, 1061]
body-paragraph: ਕੈਂਪ ਦੌਰਾਨ ਵਲੰਟੀਅਰਾਂ ਨੇ ਸਫ਼ਾਈ ਮੁਹਿੰਮ, ਰੁੱਖ ਲਗਾਉਣ, ਖੂਨਦਾਨ ਜਾਗਰੂਕਤਾ ਅਤੇ ਨਸ਼ਾ ਵਿਰੋਧੀ ਰੈਲੀ ਵਰਗੀਆਂ ਗਤੀਵਿਧੀਆਂ ਵਿੱਚ ਵਧ-ਚੜ੍ਹ ਕੇ ਹਿੱਸਾ ਲਿਆ। ਮਾਹਿਰ ਬੁਲਾਰਿਆਂ ਨੇ ਵੱਖ-ਵੱਖ ਵਿਸ਼ਿਆਂ ਉੱਤੇ ਭਾਸ਼ਣ ਦਿੱਤੇ ਅਤੇ ਵਿਦਿਆਰਥੀਆਂ ਨੂੰ ਸਮਾਜ ਸੇਵਾ ਲਈ ਪ੍ਰੇਰਿਤ ਕੀਤਾ। ਵਲੰਟੀਅਰਾਂ ਨੇ ਸੱਭਿਆਚਾਰਕ ਪ੍ਰੋਗਰਾਮ ਵੀ ਪੇਸ਼ ਕੀਤੇ। — [1050, 349, 1198, 430]
subhead-nithari-case: ਸੁਪਰੀਮ ਕੋਰਟ ਨੇ ਨਿਠਾਰੀ ਕਾਂਡ … — [314, 1032, 470, 1046]
subhead-corruption-case: ਭ੍ਰਿਸ਼ਟਾਚਾਰ ਮਾਮਲੇ 'ਚ ਮੁਕੱਦਮ … — [312, 1511, 472, 1526]
body-paragraph: ਮੰਡੀ ਗੋਬਿੰਦਗੜ੍ਹ, 11 ਨਵੰਬਰ (ਮੁਹੰਮਦ ਯੂਸਫ): ਦੇਸ਼ ਭਗਤ ਯੂਨੀਵਰਸਿਟੀ (ਡੀਬੀਯੂ) ਨੇ ਆਪਣੇ ਕੈਂਪਸ ਵਿਖੇ ਪਹਿਲੇ ਡੀਬੀਯੂ ਮਾਡਲ ਯੂਨਾਈਟਿਡ ਨੇਸ਼ਨਜ਼ (ਐਮਯੂਐਨ) 2025 ਦੀ ਸਫਲ ਮੇਜ਼ਬਾਨੀ ਕੀਤੀ, ਜਿਸ ਵਿੱਚ ਵੱਖ-ਵੱਖ ਸਕੂਲਾਂ ਅਤੇ ਕਾਲਜਾਂ ਦੇ ਵਿਦਿਆਰਥੀਆਂ ਨੇ ਸੰਯੁਕਤ ਰਾਸ਼ਟਰ ਦੀਆਂ ਕਮੇਟੀਆਂ ਦੀ ਤਰਜ਼ 'ਤੇ ਵਿਸ਼ਵ ਮਸਲਿਆਂ ਉੱਤੇ ਬਹਿਸ ਕੀਤੀ। ਚਾਂਸਲਰ ਡਾ. ਜ਼ੋਰਾ ਸਿੰਘ ਅਤੇ ਪ੍ਰੋ-ਚਾਂਸਲਰ ਡਾ. ਤੇਜਿੰਦਰ ਕੌਰ ਨੇ ਜੇਤੂ ਡੈਲੀਗੇਟਾਂ ਨੂੰ ਸਨਮਾਨਿਤ ਕੀਤਾ। — [6, 1066, 130, 1184]
article-subhead: ਪਿੰਡ ਵਾਸੀ ਲੋੜਵੰਦਾਂ ਨੂੰ ਗਰਮ ਕੰਬਲ ਤੇ ਸ਼ਾਲ ਵੰਡੇ — [41, 511, 225, 524]
continued-column-5 — [1265, 598, 1506, 2387]
photo-joginder-portrait — [178, 1301, 260, 1394]
body-paragraph: ਸਕੂਲ ਪ੍ਰਿੰਸੀਪਲ ਨੇ ਵਿਦਿਆਰਥੀਆਂ ਦੀ ਹੌਸਲਾ ਅਫ਼ਜ਼ਾਈ ਕਰਦਿਆਂ ਕਿਹਾ ਕਿ ਅਜਿਹੀਆਂ ਗਤੀਵਿਧੀਆਂ ਨਾਲ ਬੱਚਿਆਂ ਦਾ ਸਰਵਪੱਖੀ ਵਿਕਾਸ ਹੁੰਦਾ ਹੈ। ਵਿਦਿਆਰਥੀਆਂ ਨੇ ਬੜੇ ਉਤਸ਼ਾਹ ਨਾਲ ਭਾਗ ਲੈ ਕੇ ਆਪਣੀ ਪ੍ਰਤਿਭਾ ਦਾ ਪ੍ਰਦਰਸ਼ਨ ਕੀਤਾ। ਸਮਾਗਮ ਦੇ ਅੰਤ ਵਿੱਚ ਜੇਤੂ ਵਿਦਿਆਰਥੀਆਂ ਨੂੰ ਇਨਾਮ ਤਕਸੀਮ ਕੀਤੇ ਗਏ ਅਤੇ ਸਮੂਹ ਸਟਾਫ਼ ਦਾ ਧੰਨਵਾਦ ਕੀਤਾ ਗਿਆ। — [276, 286, 443, 367]
main-area — [276, 43, 1506, 2387]
body-paragraph: 8 ਏਜੰਸੀਆਂ ਦੇ ਐਗਜ਼ਿਟ ਪੋਲ ਨਤੀਜਿਆਂ ਦੀ ਔਸਤ ਅਨੁਸਾਰ ਸੀਟਾਂ ਦੀ ਵੰਡ ਇਸ ਤਰ੍ਹਾਂ ਦਿਖਾਈ ਗਈ ਹੈ: ਐਨਡੀਏ: 135-150, ਮਹਾਂਗਠਜੋੜ: 88-103, ਜਨ ਸੁਰਾਜ: 0-1, ਹੋਰ: 3-6। ਇੱਕ ਹੋਰ ਪੋਲ ਅਨੁਸਾਰ ਐਨਡੀਏ ਨੂੰ 155 ਸੀਟਾਂ ਮਿਲਣ ਦੀ ਸੰਭਾਵਨਾ ਹੈ ਜਦਕਿ ਮਹਾਂਗਠਜੋੜ ਨੂੰ 82 ਤੋਂ 98 ਸੀਟਾਂ 'ਤੇ ਸੀਮਤ ਰਹਿਣ ਦਾ ਅਨੁਮਾਨ ਹੈ। ਸਿਆਸੀ ਮਾਹਿਰਾਂ ਦਾ ਕਹਿਣਾ ਹੈ ਕਿ ਅਸਲ ਤਸਵੀਰ 14 ਨਵੰਬਰ ਨੂੰ ਵੋਟਾਂ ਦੀ ਗਿਣਤੀ ਮਗਰੋਂ ਹੀ ਸਪੱਸ਼ਟ ਹੋਵੇਗੀ। — [276, 628, 509, 717]
body-paragraph: ਉਨ੍ਹਾਂ ਕਿਹਾ ਕਿ ਸਰਕਾਰ ਦੀਆਂ ਲੋਕ ਵਿਰੋਧੀ ਨੀਤੀਆਂ ਕਾਰਨ ਆਮ ਜਨਤਾ ਬੁਰੀ ਤਰ੍ਹਾਂ ਪ੍ਰੇਸ਼ਾਨ ਹੈ ਅਤੇ ਮਹਿੰਗਾਈ ਤੇ ਬੇਰੁਜ਼ਗਾਰੀ ਸਿਖਰਾਂ ਛੂਹ ਰਹੀ ਹੈ। ਆਉਣ ਵਾਲੀਆਂ ਚੋਣਾਂ ਵਿੱਚ ਲੋਕ ਇਸ ਦਾ ਮੂੰਹ ਤੋੜ ਜਵਾਬ ਦੇਣਗੇ। ਉਨ੍ਹਾਂ ਵਰਕਰਾਂ ਨੂੰ ਸੱਦਾ ਦਿੱਤਾ ਕਿ ਉਹ ਪਿੰਡ-ਪਿੰਡ ਜਾ ਕੇ ਲੋਕਾਂ ਨੂੰ ਸਰਕਾਰ ਦੀਆਂ ਨਾਕਾਮੀਆਂ ਤੋਂ ਜਾਣੂ ਕਰਵਾਉਣ। — [774, 1263, 1008, 1326]
body-paragraph: ਸਮਾਗਮ ਦੌਰਾਨ ਪ੍ਰਬੰਧਕਾਂ ਵੱਲੋਂ ਆਏ ਹੋਏ ਮਹਿਮਾਨਾਂ ਦਾ ਵਿਸ਼ੇਸ਼ ਸਨਮਾਨ ਕੀਤਾ ਗਿਆ ਅਤੇ ਭਵਿੱਖ ਵਿੱਚ ਵੀ ਅਜਿਹੇ ਸਮਾਗਮ ਕਰਵਾਉਂਦੇ ਰਹਿਣ ਦਾ ਭਰੋਸਾ ਦਿੱਤਾ ਗਿਆ। ਹਾਜ਼ਰੀਨ ਨੇ ਪ੍ਰਬੰਧਕਾਂ ਦੇ ਇਸ ਉੱਦਮ ਦੀ ਭਰਪੂਰ ਸ਼ਲਾਘਾ ਕਰਦਿਆਂ ਹਰ ਤਰ੍ਹਾਂ ਦੇ ਸਹਿਯੋਗ ਦਾ ਵਾਅਦਾ ਕੀਤਾ। ਅੰਤ ਵਿੱਚ ਸਭਨਾਂ ਦਾ ਧੰਨਵਾਦ ਕੀਤਾ ਗਿਆ। — [136, 351, 260, 436]
body-paragraph: ਅਧਿਕਾਰੀਆਂ ਨੇ ਦੱਸਿਆ ਕਿ ਮਾਮਲੇ ਦੀ ਜਾਂਚ ਜਾਰੀ ਹੈ ਅਤੇ ਜਲਦ ਹੀ ਦੋਸ਼ੀਆਂ ਖ਼ਿਲਾਫ਼ ਸਖ਼ਤ ਕਾਰਵਾਈ ਅਮਲ ਵਿੱਚ ਲਿਆਂਦੀ ਜਾਵੇਗੀ। ਸੂਤਰਾਂ ਅਨੁਸਾਰ ਉੱਚ ਪੱਧਰੀ ਜਾਂਚ ਕਮੇਟੀ ਦਾ ਗਠਨ ਕਰ ਦਿੱਤਾ ਗਿਆ ਹੈ ਜੋ ਆਪਣੀ ਰਿਪੋਰਟ ਜਲਦ ਸੌਂਪੇਗੀ। ਹਰ ਪਹਿਲੂ ਦੀ ਬਾਰੀਕੀ ਨਾਲ ਘੋਖ ਕੀਤੀ ਜਾ ਰਹੀ ਹੈ ਅਤੇ ਕਿਸੇ ਵੀ ਦੋਸ਼ੀ ਨੂੰ ਬਖਸ਼ਿਆ ਨਹੀਂ ਜਾਵੇਗਾ। — [1023, 751, 1257, 814]
body-paragraph: ਪਿਛਲੇ 7 ਮਹੀਨਿਆਂ ਵਿੱਚ 41 ਤੋਂ ਵੱਧ ਮਾਮਲਿਆਂ ਵਿੱਚ ਸਖ਼ਤ ਕਾਰਵਾਈ ਕੀਤੀ ਗਈ ਹੈ। ਅਧਿਕਾਰੀਆਂ ਅਨੁਸਾਰ ਇਹ ਵਿਸ਼ੇਸ਼ ਮੁਹਿੰਮ ਅੱਗੇ ਵੀ ਪੂਰੀ ਸਖ਼ਤੀ ਨਾਲ ਜਾਰੀ ਰੱਖੀ ਜਾਵੇਗੀ। — [1023, 984, 1257, 1021]
body-paragraph: ਅਧਿਕਾਰੀਆਂ ਨੇ ਦੱਸਿਆ ਕਿ ਮਾਮਲੇ ਦੀ ਜਾਂਚ ਜਾਰੀ ਹੈ ਅਤੇ ਜਲਦ ਹੀ ਦੋਸ਼ੀਆਂ ਖ਼ਿਲਾਫ਼ ਸਖ਼ਤ ਕਾਰਵਾਈ ਅਮਲ ਵਿੱਚ ਲਿਆਂਦੀ ਜਾਵੇਗੀ। ਸੂਤਰਾਂ ਅਨੁਸਾਰ ਉੱਚ ਪੱਧਰੀ ਜਾਂਚ ਕਮੇਟੀ ਦਾ ਗਠਨ ਕਰ ਦਿੱਤਾ ਗਿਆ ਹੈ ਜੋ ਆਪਣੀ ਰਿਪੋਰਟ ਜਲਦ ਸੌਂਪੇਗੀ। ਹਰ ਪਹਿਲੂ ਦੀ ਬਾਰੀਕੀ ਨਾਲ ਘੋਖ ਕੀਤੀ ਜਾ ਰਹੀ ਹੈ ਅਤੇ ਕਿਸੇ ਵੀ ਦੋਸ਼ੀ ਨੂੰ ਬਖਸ਼ਿਆ ਨਹੀਂ ਜਾਵੇਗਾ। — [276, 1122, 509, 1185]
body-paragraph: ਸਕੂਲ ਪ੍ਰਿੰਸੀਪਲ ਨੇ ਵਿਦਿਆਰਥੀਆਂ ਦੀ ਹੌਸਲਾ ਅਫ਼ਜ਼ਾਈ ਕਰਦਿਆਂ ਕਿਹਾ ਕਿ ਅਜਿਹੀਆਂ ਗਤੀਵਿਧੀਆਂ ਨਾਲ ਬੱਚਿਆਂ ਦਾ ਸਰਵਪੱਖੀ ਵਿਕਾਸ ਹੁੰਦਾ ਹੈ। ਵਿਦਿਆਰਥੀਆਂ ਨੇ ਬੜੇ ਉਤਸ਼ਾਹ ਨਾਲ ਭਾਗ ਲੈ ਕੇ ਆਪਣੀ ਪ੍ਰਤਿਭਾ ਦਾ ਪ੍ਰਦਰਸ਼ਨ ਕੀਤਾ। ਸਮਾਗਮ ਦੇ ਅੰਤ ਵਿੱਚ ਜੇਤੂ ਵਿਦਿਆਰਥੀਆਂ ਨੂੰ ਇਨਾਮ ਤਕਸੀਮ ਕੀਤੇ ਗਏ ਅਤੇ ਸਮੂਹ ਸਟਾਫ਼ ਦਾ ਧੰਨਵਾਦ ਕੀਤਾ ਗਿਆ। — [6, 226, 260, 444]
body-paragraph: ਕੈਂਪ ਦੌਰਾਨ ਵਲੰਟੀਅਰਾਂ ਨੇ ਸਫ਼ਾਈ ਮੁਹਿੰਮ, ਰੁੱਖ ਲਗਾਉਣ, ਖੂਨਦਾਨ ਜਾਗਰੂਕਤਾ ਅਤੇ ਨਸ਼ਾ ਵਿਰੋਧੀ ਰੈਲੀ ਵਰਗੀਆਂ ਗਤੀਵਿਧੀਆਂ ਵਿੱਚ ਵਧ-ਚੜ੍ਹ ਕੇ ਹਿੱਸਾ ਲਿਆ। ਮਾਹਿਰ ਬੁਲਾਰਿਆਂ ਨੇ ਵੱਖ-ਵੱਖ ਵਿਸ਼ਿਆਂ ਉੱਤੇ ਭਾਸ਼ਣ ਦਿੱਤੇ ਅਤੇ ਵਿਦਿਆਰਥੀਆਂ ਨੂੰ ਸਮਾਜ ਸੇਵਾ ਲਈ ਪ੍ਰੇਰਿਤ ਕੀਤਾ। ਵਲੰਟੀਅਰਾਂ ਨੇ ਸੱਭਿਆਚਾਰਕ ਪ੍ਰੋਗਰਾਮ ਵੀ ਪੇਸ਼ ਕੀਤੇ। — [276, 199, 443, 281]
body-paragraph: ਅਧਿਕਾਰੀਆਂ ਨੇ ਦੱਸਿਆ ਕਿ ਮਾਮਲੇ ਦੀ ਜਾਂਚ ਜਾਰੀ ਹੈ ਅਤੇ ਜਲਦ ਹੀ ਦੋਸ਼ੀਆਂ ਖ਼ਿਲਾਫ਼ ਸਖ਼ਤ ਕਾਰਵਾਈ ਅਮਲ ਵਿੱਚ ਲਿਆਂਦੀ ਜਾਵੇਗੀ। ਸੂਤਰਾਂ ਅਨੁਸਾਰ ਉੱਚ ਪੱਧਰੀ ਜਾਂਚ ਕਮੇਟੀ ਦਾ ਗਠਨ ਕਰ ਦਿੱਤਾ ਗਿਆ ਹੈ ਜੋ ਆਪਣੀ ਰਿਪੋਰਟ ਜਲਦ ਸੌਂਪੇਗੀ। ਹਰ ਪਹਿਲੂ ਦੀ ਬਾਰੀਕੀ ਨਾਲ ਘੋਖ ਕੀਤੀ ਜਾ ਰਹੀ ਹੈ ਅਤੇ ਕਿਸੇ ਵੀ ਦੋਸ਼ੀ ਨੂੰ ਬਖਸ਼ਿਆ ਨਹੀਂ ਜਾਵੇਗਾ। — [1272, 1121, 1506, 1183]
lead-headline: ਸ਼ਹੀਦ ਬਾਬਾ ਸੁਧਾ ਸਿੰਘ ਪੀ.ਐੱਮ ਸ਼੍ਰੀ ਸਰਕਾਰੀ ਸੀਨੀ .ਸੈਕੰ .ਸਕੂਲ ਕੁਠਾਲਾ ਵਿਖੇ 7 ਦਿਨਾਂ ਐੱਨ.ਐੱਸ.ਐੱਸ ਕੈਂਪ ਦਾ ਸ਼ਾਨਦਾਰ ਸਮਾਰੋਹ ਹੋਇਆ ਸਮਾਪਤ — [291, 43, 1491, 104]
page-number: 7 — [1469, 2, 1506, 33]
body-paragraph: ਅਧਿਕਾਰੀਆਂ ਨੇ ਦੱਸਿਆ ਕਿ ਮਾਮਲੇ ਦੀ ਜਾਂਚ ਜਾਰੀ ਹੈ ਅਤੇ ਜਲਦ ਹੀ ਦੋਸ਼ੀਆਂ ਖ਼ਿਲਾਫ਼ ਸਖ਼ਤ ਕਾਰਵਾਈ ਅਮਲ ਵਿੱਚ ਲਿਆਂਦੀ ਜਾਵੇਗੀ। ਸੂਤਰਾਂ ਅਨੁਸਾਰ ਉੱਚ ਪੱਧਰੀ ਜਾਂਚ ਕਮੇਟੀ ਦਾ ਗਠਨ ਕਰ ਦਿੱਤਾ ਗਿਆ ਹੈ ਜੋ ਆਪਣੀ ਰਿਪੋਰਟ ਜਲਦ ਸੌਂਪੇਗੀ। ਹਰ ਪਹਿਲੂ ਦੀ ਬਾਰੀਕੀ ਨਾਲ ਘੋਖ ਕੀਤੀ ਜਾ ਰਹੀ ਹੈ ਅਤੇ ਕਿਸੇ ਵੀ ਦੋਸ਼ੀ ਨੂੰ ਬਖਸ਼ਿਆ ਨਹੀਂ ਜਾਵੇਗਾ। — [1272, 599, 1506, 661]
body-paragraph: ਇਸ ਮੌਕੇ ਵੱਡੀ ਗਿਣਤੀ ਵਿੱਚ ਇਲਾਕਾ ਨਿਵਾਸੀ, ਵਿਦਿਆਰਥੀ ਅਤੇ ਪਤਵੰਤੇ ਸੱਜਣ ਹਾਜ਼ਰ ਸਨ। ਬੁਲਾਰਿਆਂ ਨੇ ਆਪਣੇ ਸੰਬੋਧਨ ਵਿੱਚ ਕਿਹਾ ਕਿ ਸਮਾਜ ਦੀ ਭਲਾਈ ਲਈ ਸਾਰਿਆਂ ਨੂੰ ਮਿਲ ਕੇ ਹੰਭਲਾ ਮਾਰਨ ਦੀ ਲੋੜ ਹੈ ਅਤੇ ਨੌਜਵਾਨ ਪੀੜ੍ਹੀ ਨੂੰ ਨਸ਼ਿਆਂ ਤੋਂ ਦੂਰ ਰਹਿ ਕੇ ਖੇਡਾਂ ਅਤੇ ਪੜ੍ਹਾਈ ਵੱਲ ਧਿਆਨ ਦੇਣਾ ਚਾਹੀਦਾ ਹੈ। ਉਨ੍ਹਾਂ ਕਿਹਾ ਕਿ ਅਜਿਹੇ ਉਪਰਾਲੇ ਸਮਾਜ ਨੂੰ ਚੰਗੀ ਸੇਧ ਦਿੰਦੇ ਹਨ। — [525, 1137, 758, 1213]
continued-column-2 — [516, 598, 757, 2387]
body-paragraph: ਕੈਂਪ ਦੌਰਾਨ ਵਲੰਟੀਅਰਾਂ ਨੇ ਸਫ਼ਾਈ ਮੁਹਿੰਮ, ਰੁੱਖ ਲਗਾਉਣ, ਖੂਨਦਾਨ ਜਾਗਰੂਕਤਾ ਅਤੇ ਨਸ਼ਾ ਵਿਰੋਧੀ ਰੈਲੀ ਵਰਗੀਆਂ ਗਤੀਵਿਧੀਆਂ ਵਿੱਚ ਵਧ-ਚੜ੍ਹ ਕੇ ਹਿੱਸਾ ਲਿਆ। ਮਾਹਿਰ ਬੁਲਾਰਿਆਂ ਨੇ ਵੱਖ-ਵੱਖ ਵਿਸ਼ਿਆਂ ਉੱਤੇ ਭਾਸ਼ਣ ਦਿੱਤੇ ਅਤੇ ਵਿਦਿਆਰਥੀਆਂ ਨੂੰ ਸਮਾਜ ਸੇਵਾ ਲਈ ਪ੍ਰੇਰਿਤ ਕੀਤਾ। ਵਲੰਟੀਅਰਾਂ ਨੇ ਸੱਭਿਆਚਾਰਕ ਪ੍ਰੋਗਰਾਮ ਵੀ ਪੇਸ਼ ਕੀਤੇ। — [897, 113, 1043, 194]
nss-photo-block — [451, 112, 889, 585]
body-paragraph: ਅਧਿਕਾਰੀਆਂ ਨੇ ਦੱਸਿਆ ਕਿ ਮਾਮਲੇ ਦੀ ਜਾਂਚ ਜਾਰੀ ਹੈ ਅਤੇ ਜਲਦ ਹੀ ਦੋਸ਼ੀਆਂ ਖ਼ਿਲਾਫ਼ ਸਖ਼ਤ ਕਾਰਵਾਈ ਅਮਲ ਵਿੱਚ ਲਿਆਂਦੀ ਜਾਵੇਗੀ। ਸੂਤਰਾਂ ਅਨੁਸਾਰ ਉੱਚ ਪੱਧਰੀ ਜਾਂਚ ਕਮੇਟੀ ਦਾ ਗਠਨ ਕਰ ਦਿੱਤਾ ਗਿਆ ਹੈ ਜੋ ਆਪਣੀ ਰਿਪੋਰਟ ਜਲਦ ਸੌਂਪੇਗੀ। ਹਰ ਪਹਿਲੂ ਦੀ ਬਾਰੀਕੀ ਨਾਲ ਘੋਖ ਕੀਤੀ ਜਾ ਰਹੀ ਹੈ ਅਤੇ ਕਿਸੇ ਵੀ ਦੋਸ਼ੀ ਨੂੰ ਬਖਸ਼ਿਆ ਨਹੀਂ ਜਾਵੇਗਾ। — [1023, 1097, 1257, 1160]
article-body — [6, 675, 260, 872]
body-paragraph: ਸਮਾਗਮ ਦੌਰਾਨ ਪ੍ਰਬੰਧਕਾਂ ਵੱਲੋਂ ਆਏ ਹੋਏ ਮਹਿਮਾਨਾਂ ਦਾ ਵਿਸ਼ੇਸ਼ ਸਨਮਾਨ ਕੀਤਾ ਗਿਆ ਅਤੇ ਭਵਿੱਖ ਵਿੱਚ ਵੀ ਅਜਿਹੇ ਸਮਾਗਮ ਕਰਵਾਉਂਦੇ ਰਹਿਣ ਦਾ ਭਰੋਸਾ ਦਿੱਤਾ ਗਿਆ। ਹਾਜ਼ਰੀਨ ਨੇ ਪ੍ਰਬੰਧਕਾਂ ਦੇ ਇਸ ਉੱਦਮ ਦੀ ਭਰਪੂਰ ਸ਼ਲਾਘਾ ਕਰਦਿਆਂ ਹਰ ਤਰ੍ਹਾਂ ਦੇ ਸਹਿਯੋਗ ਦਾ ਵਾਅਦਾ ਕੀਤਾ। ਅੰਤ ਵਿੱਚ ਸਭਨਾਂ ਦਾ ਧੰਨਵਾਦ ਕੀਤਾ ਗਿਆ। — [525, 1360, 758, 1423]
body-paragraph: ਅਧਿਕਾਰੀਆਂ ਨੇ ਦੱਸਿਆ ਕਿ ਮਾਮਲੇ ਦੀ ਜਾਂਚ ਜਾਰੀ ਹੈ ਅਤੇ ਜਲਦ ਹੀ ਦੋਸ਼ੀਆਂ ਖ਼ਿਲਾਫ਼ ਸਖ਼ਤ ਕਾਰਵਾਈ ਅਮਲ ਵਿੱਚ ਲਿਆਂਦੀ ਜਾਵੇਗੀ। ਸੂਤਰਾਂ ਅਨੁਸਾਰ ਉੱਚ ਪੱਧਰੀ ਜਾਂਚ ਕਮੇਟੀ ਦਾ ਗਠਨ ਕਰ ਦਿੱਤਾ ਗਿਆ ਹੈ ਜੋ ਆਪਣੀ ਰਿਪੋਰਟ ਜਲਦ ਸੌਂਪੇਗੀ। ਹਰ ਪਹਿਲੂ ਦੀ ਬਾਰੀਕੀ ਨਾਲ ਘੋਖ ਕੀਤੀ ਜਾ ਰਹੀ ਹੈ ਅਤੇ ਕਿਸੇ ਵੀ ਦੋਸ਼ੀ ਨੂੰ ਬਖਸ਼ਿਆ ਨਹੀਂ ਜਾਵੇਗਾ। — [276, 794, 509, 857]
body-paragraph: ਇਸ ਮੌਕੇ ਵੱਡੀ ਗਿਣਤੀ ਵਿੱਚ ਇਲਾਕਾ ਨਿਵਾਸੀ, ਵਿਦਿਆਰਥੀ ਅਤੇ ਪਤਵੰਤੇ ਸੱਜਣ ਹਾਜ਼ਰ ਸਨ। ਬੁਲਾਰਿਆਂ ਨੇ ਆਪਣੇ ਸੰਬੋਧਨ ਵਿੱਚ ਕਿਹਾ ਕਿ ਸਮਾਜ ਦੀ ਭਲਾਈ ਲਈ ਸਾਰਿਆਂ ਨੂੰ ਮਿਲ ਕੇ ਹੰਭਲਾ ਮਾਰਨ ਦੀ ਲੋੜ ਹੈ ਅਤੇ ਨੌਜਵਾਨ ਪੀੜ੍ਹੀ ਨੂੰ ਨਸ਼ਿਆਂ ਤੋਂ ਦੂਰ ਰਹਿ ਕੇ ਖੇਡਾਂ ਅਤੇ ਪੜ੍ਹਾਈ ਵੱਲ ਧਿਆਨ ਦੇਣਾ ਚਾਹੀਦਾ ਹੈ। ਉਨ੍ਹਾਂ ਕਿਹਾ ਕਿ ਅਜਿਹੇ ਉਪਰਾਲੇ ਸਮਾਜ ਨੂੰ ਚੰਗੀ ਸੇਧ ਦਿੰਦੇ ਹਨ। — [6, 1488, 260, 1542]
body-paragraph: ਸਮਾਗਮ ਦੌਰਾਨ ਪ੍ਰਬੰਧਕਾਂ ਵੱਲੋਂ ਆਏ ਹੋਏ ਮਹਿਮਾਨਾਂ ਦਾ ਵਿਸ਼ੇਸ਼ ਸਨਮਾਨ ਕੀਤਾ ਗਿਆ ਅਤੇ ਭਵਿੱਖ ਵਿੱਚ ਵੀ ਅਜਿਹੇ ਸਮਾਗਮ ਕਰਵਾਉਂਦੇ ਰਹਿਣ ਦਾ ਭਰੋਸਾ ਦਿੱਤਾ ਗਿਆ। ਹਾਜ਼ਰੀਨ ਨੇ ਪ੍ਰਬੰਧਕਾਂ ਦੇ ਇਸ ਉੱਦਮ ਦੀ ਭਰਪੂਰ ਸ਼ਲਾਘਾ ਕਰਦਿਆਂ ਹਰ ਤਰ੍ਹਾਂ ਦੇ ਸਹਿਯੋਗ ਦਾ ਵਾਅਦਾ ਕੀਤਾ। ਅੰਤ ਵਿੱਚ ਸਭਨਾਂ ਦਾ ਧੰਨਵਾਦ ਕੀਤਾ ਗਿਆ। — [674, 296, 889, 353]
body-paragraph: ਸਮਾਗਮ ਦੌਰਾਨ ਪ੍ਰਬੰਧਕਾਂ ਵੱਲੋਂ ਆਏ ਹੋਏ ਮਹਿਮਾਨਾਂ ਦਾ ਵਿਸ਼ੇਸ਼ ਸਨਮਾਨ ਕੀਤਾ ਗਿਆ ਅਤੇ ਭਵਿੱਖ ਵਿੱਚ ਵੀ ਅਜਿਹੇ ਸਮਾਗਮ ਕਰਵਾਉਂਦੇ ਰਹਿਣ ਦਾ ਭਰੋਸਾ ਦਿੱਤਾ ਗਿਆ। ਹਾਜ਼ਰੀਨ ਨੇ ਪ੍ਰਬੰਧਕਾਂ ਦੇ ਇਸ ਉੱਦਮ ਦੀ ਭਰਪੂਰ ਸ਼ਲਾਘਾ ਕਰਦਿਆਂ ਹਰ ਤਰ੍ਹਾਂ ਦੇ ਸਹਿਯੋਗ ਦਾ ਵਾਅਦਾ ਕੀਤਾ। ਅੰਤ ਵਿੱਚ ਸਭਨਾਂ ਦਾ ਧੰਨਵਾਦ ਕੀਤਾ ਗਿਆ। — [136, 776, 260, 861]
body-paragraph: ਸਮਾਗਮ ਦੌਰਾਨ ਪ੍ਰਬੰਧਕਾਂ ਵੱਲੋਂ ਆਏ ਹੋਏ ਮਹਿਮਾਨਾਂ ਦਾ ਵਿਸ਼ੇਸ਼ ਸਨਮਾਨ ਕੀਤਾ ਗਿਆ ਅਤੇ ਭਵਿੱਖ ਵਿੱਚ ਵੀ ਅਜਿਹੇ ਸਮਾਗਮ ਕਰਵਾਉਂਦੇ ਰਹਿਣ ਦਾ ਭਰੋਸਾ ਦਿੱਤਾ ਗਿਆ। ਹਾਜ਼ਰੀਨ ਨੇ ਪ੍ਰਬੰਧਕਾਂ ਦੇ ਇਸ ਉੱਦਮ ਦੀ ਭਰਪੂਰ ਸ਼ਲਾਘਾ ਕਰਦਿਆਂ ਹਰ ਤਰ੍ਹਾਂ ਦੇ ਸਹਿਯੋਗ ਦਾ ਵਾਅਦਾ ਕੀਤਾ। ਅੰਤ ਵਿੱਚ ਸਭਨਾਂ ਦਾ ਧੰਨਵਾਦ ਕੀਤਾ ਗਿਆ। — [136, 1102, 260, 1187]
body-paragraph: ਉਨ੍ਹਾਂ ਕਿਹਾ ਕਿ ਸਰਕਾਰ ਦੀਆਂ ਲੋਕ ਵਿਰੋਧੀ ਨੀਤੀਆਂ ਕਾਰਨ ਆਮ ਜਨਤਾ ਬੁਰੀ ਤਰ੍ਹਾਂ ਪ੍ਰੇਸ਼ਾਨ ਹੈ ਅਤੇ ਮਹਿੰਗਾਈ ਤੇ ਬੇਰੁਜ਼ਗਾਰੀ ਸਿਖਰਾਂ ਛੂਹ ਰਹੀ ਹੈ। ਆਉਣ ਵਾਲੀਆਂ ਚੋਣਾਂ ਵਿੱਚ ਲੋਕ ਇਸ ਦਾ ਮੂੰਹ ਤੋੜ ਜਵਾਬ ਦੇਣਗੇ। ਉਨ੍ਹਾਂ ਵਰਕਰਾਂ ਨੂੰ ਸੱਦਾ ਦਿੱਤਾ ਕਿ ਉਹ ਪਿੰਡ-ਪਿੰਡ ਜਾ ਕੇ ਲੋਕਾਂ ਨੂੰ ਸਰਕਾਰ ਦੀਆਂ ਨਾਕਾਮੀਆਂ ਤੋਂ ਜਾਣੂ ਕਰਵਾਉਣ। — [276, 724, 509, 787]
body-paragraph: ਇਸ ਮੌਕੇ ਹੋਰਨਾਂ ਤੋਂ ਇਲਾਵਾ ਜਗਸੀਰ ਸਿੰਘ, ਮਨਜੀਤ ਸਿੰਘ, ਹਰਪ੍ਰੀਤ ਕੌਰ, ਸੁਖਦੇਵ ਸਿੰਘ, ਬਲਵਿੰਦਰ ਸਿੰਘ, ਗੁਰਪ੍ਰੀਤ ਸਿੰਘ, ਅਮਨਦੀਪ ਕੌਰ ਅਤੇ ਸਮੂਹ ਸਟਾਫ਼ ਹਾਜ਼ਰ ਸੀ। — [1205, 310, 1352, 355]
body-paragraph: ਅਧਿਕਾਰੀਆਂ ਨੇ ਦੱਸਿਆ ਕਿ ਮਾਮਲੇ ਦੀ ਜਾਂਚ ਜਾਰੀ ਹੈ ਅਤੇ ਜਲਦ ਹੀ ਦੋਸ਼ੀਆਂ ਖ਼ਿਲਾਫ਼ ਸਖ਼ਤ ਕਾਰਵਾਈ ਅਮਲ ਵਿੱਚ ਲਿਆਂਦੀ ਜਾਵੇਗੀ। ਸੂਤਰਾਂ ਅਨੁਸਾਰ ਉੱਚ ਪੱਧਰੀ ਜਾਂਚ ਕਮੇਟੀ ਦਾ ਗਠਨ ਕਰ ਦਿੱਤਾ ਗਿਆ ਹੈ ਜੋ ਆਪਣੀ ਰਿਪੋਰਟ ਜਲਦ ਸੌਂਪੇਗੀ। ਹਰ ਪਹਿਲੂ ਦੀ ਬਾਰੀਕੀ ਨਾਲ ਘੋਖ ਕੀਤੀ ਜਾ ਰਹੀ ਹੈ ਅਤੇ ਕਿਸੇ ਵੀ ਦੋਸ਼ੀ ਨੂੰ ਬਖਸ਼ਿਆ ਨਹੀਂ ਜਾਵੇਗਾ। — [525, 706, 758, 768]
body-paragraph: ਉਨ੍ਹਾਂ ਕਿਹਾ ਕਿ ਸਰਕਾਰ ਦੀਆਂ ਲੋਕ ਵਿਰੋਧੀ ਨੀਤੀਆਂ ਕਾਰਨ ਆਮ ਜਨਤਾ ਬੁਰੀ ਤਰ੍ਹਾਂ ਪ੍ਰੇਸ਼ਾਨ ਹੈ ਅਤੇ ਮਹਿੰਗਾਈ ਤੇ ਬੇਰੁਜ਼ਗਾਰੀ ਸਿਖਰਾਂ ਛੂਹ ਰਹੀ ਹੈ। ਆਉਣ ਵਾਲੀਆਂ ਚੋਣਾਂ ਵਿੱਚ ਲੋਕ ਇਸ ਦਾ ਮੂੰਹ ਤੋੜ ਜਵਾਬ ਦੇਣਗੇ। ਉਨ੍ਹਾਂ ਵਰਕਰਾਂ ਨੂੰ ਸੱਦਾ ਦਿੱਤਾ ਕਿ ਉਹ ਪਿੰਡ-ਪਿੰਡ ਜਾ ਕੇ ਲੋਕਾਂ ਨੂੰ ਸਰਕਾਰ ਦੀਆਂ ਨਾਕਾਮੀਆਂ ਤੋਂ ਜਾਣੂ ਕਰਵਾਉਣ। — [6, 787, 130, 872]
body-paragraph: ਉਨ੍ਹਾਂ ਕਿਹਾ ਕਿ ਸਰਕਾਰ ਦੀਆਂ ਲੋਕ ਵਿਰੋਧੀ ਨੀਤੀਆਂ ਕਾਰਨ ਆਮ ਜਨਤਾ ਬੁਰੀ ਤਰ੍ਹਾਂ ਪ੍ਰੇਸ਼ਾਨ ਹੈ ਅਤੇ ਮਹਿੰਗਾਈ ਤੇ ਬੇਰੁਜ਼ਗਾਰੀ ਸਿਖਰਾਂ ਛੂਹ ਰਹੀ ਹੈ। ਆਉਣ ਵਾਲੀਆਂ ਚੋਣਾਂ ਵਿੱਚ ਲੋਕ ਇਸ ਦਾ ਮੂੰਹ ਤੋੜ ਜਵਾਬ ਦੇਣਗੇ। ਉਨ੍ਹਾਂ ਵਰਕਰਾਂ ਨੂੰ ਸੱਦਾ ਦਿੱਤਾ ਕਿ ਉਹ ਪਿੰਡ-ਪਿੰਡ ਜਾ ਕੇ ਲੋਕਾਂ ਨੂੰ ਸਰਕਾਰ ਦੀਆਂ ਨਾਕਾਮੀਆਂ ਤੋਂ ਜਾਣੂ ਕਰਵਾਉਣ। — [276, 958, 509, 1021]
body-paragraph: ਉਨ੍ਹਾਂ ਕਿਹਾ ਕਿ ਸਰਕਾਰ ਦੀਆਂ ਲੋਕ ਵਿਰੋਧੀ ਨੀਤੀਆਂ ਕਾਰਨ ਆਮ ਜਨਤਾ ਬੁਰੀ ਤਰ੍ਹਾਂ ਪ੍ਰੇਸ਼ਾਨ ਹੈ ਅਤੇ ਮਹਿੰਗਾਈ ਤੇ ਬੇਰੁਜ਼ਗਾਰੀ ਸਿਖਰਾਂ ਛੂਹ ਰਹੀ ਹੈ। ਆਉਣ ਵਾਲੀਆਂ ਚੋਣਾਂ ਵਿੱਚ ਲੋਕ ਇਸ ਦਾ ਮੂੰਹ ਤੋੜ ਜਵਾਬ ਦੇਣਗੇ। ਉਨ੍ਹਾਂ ਵਰਕਰਾਂ ਨੂੰ ਸੱਦਾ ਦਿੱਤਾ ਕਿ ਉਹ ਪਿੰਡ-ਪਿੰਡ ਜਾ ਕੇ ਲੋਕਾਂ ਨੂੰ ਸਰਕਾਰ ਦੀਆਂ ਨਾਕਾਮੀਆਂ ਤੋਂ ਜਾਣੂ ਕਰਵਾਉਣ। — [6, 1595, 260, 1638]
article-body — [6, 1300, 260, 1643]
nss-under-photo-text — [451, 295, 889, 585]
subhead-38-districts: 38 ਜ਼ਿਲ੍ਹਿਆਂ ਵਿੱਚ ਐਮ ਆਈ… — [1312, 1056, 1467, 1071]
subhead-politics: ਸਦਾ ਰਾਜਨੀਤੀ … — [1348, 905, 1431, 920]
subhead-tarntaran-bypoll: ਤਰਨਤਾਰਨ ਦੀ ਜ਼ਿਮਨੀ .. — [1332, 1194, 1447, 1209]
body-paragraph: ਉਨ੍ਹਾਂ ਕਿਹਾ ਕਿ ਸਰਕਾਰ ਦੀਆਂ ਲੋਕ ਵਿਰੋਧੀ ਨੀਤੀਆਂ ਕਾਰਨ ਆਮ ਜਨਤਾ ਬੁਰੀ ਤਰ੍ਹਾਂ ਪ੍ਰੇਸ਼ਾਨ ਹੈ ਅਤੇ ਮਹਿੰਗਾਈ ਤੇ ਬੇਰੁਜ਼ਗਾਰੀ ਸਿਖਰਾਂ ਛੂਹ ਰਹੀ ਹੈ। ਆਉਣ ਵਾਲੀਆਂ ਚੋਣਾਂ ਵਿੱਚ ਲੋਕ ਇਸ ਦਾ ਮੂੰਹ ਤੋੜ ਜਵਾਬ ਦੇਣਗੇ। ਉਨ੍ਹਾਂ ਵਰਕਰਾਂ ਨੂੰ ਸੱਦਾ ਦਿੱਤਾ ਕਿ ਉਹ ਪਿੰਡ-ਪਿੰਡ ਜਾ ਕੇ ਲੋਕਾਂ ਨੂੰ ਸਰਕਾਰ ਦੀਆਂ ਨਾਕਾਮੀਆਂ ਤੋਂ ਜਾਣੂ ਕਰਵਾਉਣ। — [1272, 1271, 1506, 1334]
body-paragraph: ਇਸ ਮੌਕੇ ਵੱਡੀ ਗਿਣਤੀ ਵਿੱਚ ਇਲਾਕਾ ਨਿਵਾਸੀ, ਵਿਦਿਆਰਥੀ ਅਤੇ ਪਤਵੰਤੇ ਸੱਜਣ ਹਾਜ਼ਰ ਸਨ। ਬੁਲਾਰਿਆਂ ਨੇ ਆਪਣੇ ਸੰਬੋਧਨ ਵਿੱਚ ਕਿਹਾ ਕਿ ਸਮਾਜ ਦੀ ਭਲਾਈ ਲਈ ਸਾਰਿਆਂ ਨੂੰ ਮਿਲ ਕੇ ਹੰਭਲਾ ਮਾਰਨ ਦੀ ਲੋੜ ਹੈ ਅਤੇ ਨੌਜਵਾਨ ਪੀੜ੍ਹੀ ਨੂੰ ਨਸ਼ਿਆਂ ਤੋਂ ਦੂਰ ਰਹਿ ਕੇ ਖੇਡਾਂ ਅਤੇ ਪੜ੍ਹਾਈ ਵੱਲ ਧਿਆਨ ਦੇਣਾ ਚਾਹੀਦਾ ਹੈ। ਉਨ੍ਹਾਂ ਕਿਹਾ ਕਿ ਅਜਿਹੇ ਉਪਰਾਲੇ ਸਮਾਜ ਨੂੰ ਚੰਗੀ ਸੇਧ ਦਿੰਦੇ ਹਨ। — [451, 410, 666, 479]
continued-column-4 — [1015, 598, 1256, 2387]
article-headline: ਐਸ ਐਮ ਸੀ ਪਬਲਿਕ ਸਕੂਲ ਮੋਗਾ ਵਿੱਚ ਕੀਤਾ ਗਿਆ ਫੂਡ ਫੈਸਟੀਵਲ ਦਾ ਆਯੋਜਨ । — [9, 43, 257, 81]
article-dbu-mun — [6, 880, 260, 1252]
body-paragraph: ਲਾਲ ਕਿਲ੍ਹੇ ਨੇੜੇ ਹੋਏ ਧਮਾਕੇ ਵਿੱਚ ਮਰਨ ਵਾਲਿਆਂ ਦੀ ਗਿਣਤੀ ਵਧ ਕੇ 12 ਹੋ ਗਈ ਹੈ ਜਦਕਿ ਕਈ ਜ਼ਖ਼ਮੀਆਂ ਦੀ ਹਾਲਤ ਨਾਜ਼ੁਕ ਬਣੀ ਹੋਈ ਹੈ। ਜਾਂਚ ਏਜੰਸੀਆਂ ਨੇ ਵੱਖ-ਵੱਖ ਥਾਵਾਂ 'ਤੇ ਛਾਪੇਮਾਰੀ ਕਰਕੇ ਕਈ ਸ਼ੱਕੀ ਵਿਅਕਤੀਆਂ ਨੂੰ ਹਿਰਾਸਤ ਵਿੱਚ ਲੈ ਕੇ ਪੁੱਛਗਿੱਛ ਸ਼ੁਰੂ ਕਰ ਦਿੱਤੀ ਹੈ। — [774, 763, 1008, 813]
body-paragraph: ਧਮਾਕੇ ਦੀ ਸਾਜ਼ਿਸ਼ ਰਚਣ ਵਾਲੇ ਮੋਡਿਊਲ ਦੇ ਤਾਰ ਕਈ ਰਾਜਾਂ ਨਾਲ ਜੁੜੇ ਹੋਣ ਦੇ ਸਬੂਤ ਮਿਲੇ ਹਨ। ਏਜੰਸੀਆਂ ਨੇ ਭਾਰੀ ਮਾਤਰਾ ਵਿੱਚ ਵਿਸਫੋਟਕ ਸਮੱਗਰੀ ਬਰਾਮਦ ਕੀਤੀ ਹੈ ਅਤੇ ਕਈ ਸ਼ੱਕੀਆਂ ਤੋਂ ਪੁੱਛਗਿੱਛ ਜਾਰੀ ਹੈ। — [1023, 846, 1257, 883]
body-paragraph: ਸਿਆਸੀ ਆਗੂਆਂ ਨੇ ਦੋਸ਼ ਲਾਇਆ ਕਿ ਲੋਕਾਂ ਦੇ ਅਸਲ ਮੁੱਦਿਆਂ ਤੋਂ ਧਿਆਨ ਭਟਕਾਉਣ ਲਈ ਨਿੱਤ ਨਵੇਂ ਸ਼ੋਸ਼ੇ ਛੱਡੇ ਜਾ ਰਹੇ ਹਨ। ਉਨ੍ਹਾਂ ਕਿਹਾ ਕਿ ਮਹਿੰਗਾਈ, ਬੇਰੁਜ਼ਗਾਰੀ ਅਤੇ ਕਿਸਾਨੀ ਸੰਕਟ ਵਰਗੇ ਮਸਲਿਆਂ 'ਤੇ ਸਰਕਾਰ ਚੁੱਪ ਹੈ। — [1272, 925, 1506, 976]
newspaper-logo — [6, 2, 222, 32]
body-paragraph: ਉਨ੍ਹਾਂ ਕਿਹਾ ਕਿ ਸਰਕਾਰ ਦੀਆਂ ਲੋਕ ਵਿਰੋਧੀ ਨੀਤੀਆਂ ਕਾਰਨ ਆਮ ਜਨਤਾ ਬੁਰੀ ਤਰ੍ਹਾਂ ਪ੍ਰੇਸ਼ਾਨ ਹੈ ਅਤੇ ਮਹਿੰਗਾਈ ਤੇ ਬੇਰੁਜ਼ਗਾਰੀ ਸਿਖਰਾਂ ਛੂਹ ਰਹੀ ਹੈ। ਆਉਣ ਵਾਲੀਆਂ ਚੋਣਾਂ ਵਿੱਚ ਲੋਕ ਇਸ ਦਾ ਮੂੰਹ ਤੋੜ ਜਵਾਬ ਦੇਣਗੇ। ਉਨ੍ਹਾਂ ਵਰਕਰਾਂ ਨੂੰ ਸੱਦਾ ਦਿੱਤਾ ਕਿ ਉਹ ਪਿੰਡ-ਪਿੰਡ ਜਾ ਕੇ ਲੋਕਾਂ ਨੂੰ ਸਰਕਾਰ ਦੀਆਂ ਨਾਕਾਮੀਆਂ ਤੋਂ ਜਾਣੂ ਕਰਵਾਉਣ। — [525, 636, 758, 699]
body-paragraph: ਧਾਰਮਿਕ ਸਮਾਗਮ ਦੌਰਾਨ ਵੱਡੀ ਗਿਣਤੀ ਵਿੱਚ ਸੰਗਤਾਂ ਨੇ ਅੰਮ੍ਰਿਤ ਛਕਿਆ। ਪ੍ਰਬੰਧਕਾਂ ਨੇ ਤਸੱਲੀ ਪ੍ਰਗਟ ਕਰਦਿਆਂ ਦੱਸਿਆ ਕਿ ਨੌਜਵਾਨਾਂ ਵਿੱਚ ਭਾਰੀ ਉਤਸ਼ਾਹ ਦੇਖਣ ਨੂੰ ਮਿਲਿਆ ਅਤੇ ਸੰਗਤਾਂ ਨੇ ਗੁਰਬਾਣੀ ਕੀਰਤਨ ਦਾ ਆਨੰਦ ਮਾਣਿਆ। — [276, 1216, 509, 1266]
body-paragraph: ਇਸ ਮੌਕੇ ਵੱਡੀ ਗਿਣਤੀ ਵਿੱਚ ਇਲਾਕਾ ਨਿਵਾਸੀ, ਵਿਦਿਆਰਥੀ ਅਤੇ ਪਤਵੰਤੇ ਸੱਜਣ ਹਾਜ਼ਰ ਸਨ। ਬੁਲਾਰਿਆਂ ਨੇ ਆਪਣੇ ਸੰਬੋਧਨ ਵਿੱਚ ਕਿਹਾ ਕਿ ਸਮਾਜ ਦੀ ਭਲਾਈ ਲਈ ਸਾਰਿਆਂ ਨੂੰ ਮਿਲ ਕੇ ਹੰਭਲਾ ਮਾਰਨ ਦੀ ਲੋੜ ਹੈ ਅਤੇ ਨੌਜਵਾਨ ਪੀੜ੍ਹੀ ਨੂੰ ਨਸ਼ਿਆਂ ਤੋਂ ਦੂਰ ਰਹਿ ਕੇ ਖੇਡਾਂ ਅਤੇ ਪੜ੍ਹਾਈ ਵੱਲ ਧਿਆਨ ਦੇਣਾ ਚਾਹੀਦਾ ਹੈ। ਉਨ੍ਹਾਂ ਕਿਹਾ ਕਿ ਅਜਿਹੇ ਉਪਰਾਲੇ ਸਮਾਜ ਨੂੰ ਚੰਗੀ ਸੇਧ ਦਿੰਦੇ ਹਨ। — [1359, 326, 1506, 419]
left-column — [6, 43, 268, 2387]
body-paragraph: ਇਸ ਮੌਕੇ ਵੱਡੀ ਗਿਣਤੀ ਵਿੱਚ ਇਲਾਕਾ ਨਿਵਾਸੀ, ਵਿਦਿਆਰਥੀ ਅਤੇ ਪਤਵੰਤੇ ਸੱਜਣ ਹਾਜ਼ਰ ਸਨ। ਬੁਲਾਰਿਆਂ ਨੇ ਆਪਣੇ ਸੰਬੋਧਨ ਵਿੱਚ ਕਿਹਾ ਕਿ ਸਮਾਜ ਦੀ ਭਲਾਈ ਲਈ ਸਾਰਿਆਂ ਨੂੰ ਮਿਲ ਕੇ ਹੰਭਲਾ ਮਾਰਨ ਦੀ ਲੋੜ ਹੈ ਅਤੇ ਨੌਜਵਾਨ ਪੀੜ੍ਹੀ ਨੂੰ ਨਸ਼ਿਆਂ ਤੋਂ ਦੂਰ ਰਹਿ ਕੇ ਖੇਡਾਂ ਅਤੇ ਪੜ੍ਹਾਈ ਵੱਲ ਧਿਆਨ ਦੇਣਾ ਚਾਹੀਦਾ ਹੈ। ਉਨ੍ਹਾਂ ਕਿਹਾ ਕਿ ਅਜਿਹੇ ਉਪਰਾਲੇ ਸਮਾਜ ਨੂੰ ਚੰਗੀ ਸੇਧ ਦਿੰਦੇ ਹਨ। — [136, 675, 260, 772]
body-paragraph: ਪਿਛਲੀਆਂ ਤਿੰਨ ਵਿਧਾਨ ਸਭਾ ਚੋਣਾਂ (2010, 2015, 2020) ਦੇ ਐਗਜ਼ਿਟ ਪੋਲ ਕਈ ਵਾਰ ਗਲਤ ਸਾਬਤ ਹੋ ਚੁੱਕੇ ਹਨ। ਵਿਰੋਧੀ ਧਿਰਾਂ ਦੇ ਆਗੂਆਂ ਨੇ ਕਿਹਾ ਕਿ ਇਹ ਐਗਜ਼ਿਟ ਪੋਲ ਬਿਲਕੁਲ ਬੇਬੁਨਿਆਦ ਹਨ ਅਤੇ ਅਸਲ ਨਤੀਜੇ ਇਨ੍ਹਾਂ ਤੋਂ ਬਿਲਕੁਲ ਉਲਟ ਆਉਣਗੇ। ਉਨ੍ਹਾਂ ਦਾਅਵਾ ਕੀਤਾ ਕਿ ਜਨਤਾ ਨੇ ਇਸ ਵਾਰ ਬਦਲਾਅ ਦੇ ਹੱਕ ਵਿੱਚ ਵੋਟ ਪਾਈ ਹੈ। — [276, 888, 509, 951]
body-paragraph: ਇਸ ਮੌਕੇ ਵੱਡੀ ਗਿਣਤੀ ਵਿੱਚ ਇਲਾਕਾ ਨਿਵਾਸੀ, ਵਿਦਿਆਰਥੀ ਅਤੇ ਪਤਵੰਤੇ ਸੱਜਣ ਹਾਜ਼ਰ ਸਨ। ਬੁਲਾਰਿਆਂ ਨੇ ਆਪਣੇ ਸੰਬੋਧਨ ਵਿੱਚ ਕਿਹਾ ਕਿ ਸਮਾਜ ਦੀ ਭਲਾਈ ਲਈ ਸਾਰਿਆਂ ਨੂੰ ਮਿਲ ਕੇ ਹੰਭਲਾ ਮਾਰਨ ਦੀ ਲੋੜ ਹੈ ਅਤੇ ਨੌਜਵਾਨ ਪੀੜ੍ਹੀ ਨੂੰ ਨਸ਼ਿਆਂ ਤੋਂ ਦੂਰ ਰਹਿ ਕੇ ਖੇਡਾਂ ਅਤੇ ਪੜ੍ਹਾਈ ਵੱਲ ਧਿਆਨ ਦੇਣਾ ਚਾਹੀਦਾ ਹੈ। ਉਨ੍ਹਾਂ ਕਿਹਾ ਕਿ ਅਜਿਹੇ ਉਪਰਾਲੇ ਸਮਾਜ ਨੂੰ ਚੰਗੀ ਸੇਧ ਦਿੰਦੇ ਹਨ। — [136, 251, 260, 347]
body-paragraph: ਇਸ ਮੌਕੇ ਹੋਰਨਾਂ ਤੋਂ ਇਲਾਵਾ ਜਗਸੀਰ ਸਿੰਘ, ਮਨਜੀਤ ਸਿੰਘ, ਹਰਪ੍ਰੀਤ ਕੌਰ, ਸੁਖਦੇਵ ਸਿੰਘ, ਬਲਵਿੰਦਰ ਸਿੰਘ, ਗੁਰਪ੍ਰੀਤ ਸਿੰਘ, ਅਮਨਦੀਪ ਕੌਰ ਅਤੇ ਸਮੂਹ ਸਟਾਫ਼ ਹਾਜ਼ਰ ਸੀ। — [136, 1192, 260, 1245]
photo-nss-group-2 — [696, 112, 889, 288]
photo-blanket-distribution — [6, 529, 260, 669]
subhead-dangerous: ਕੁੱਝ ਖਤਰਨਾਕ ਹੋਣ… — [1342, 836, 1437, 851]
continued-column-1 — [276, 598, 508, 2387]
body-paragraph: ਸਕੂਲ ਪ੍ਰਿੰਸੀਪਲ ਨੇ ਆਏ ਮਹਿਮਾਨਾਂ ਦਾ ਸਵਾਗਤ ਕਰਦਿਆਂ ਕੈਂਪ ਦੌਰਾਨ ਕੀਤੀਆਂ ਗਤੀਵਿਧੀਆਂ ਦੀ ਰਿਪੋਰਟ ਪੇਸ਼ ਕੀਤੀ। ਐੱਨ.ਐੱਸ.ਐੱਸ ਪ੍ਰੋਗਰਾਮ ਅਫਸਰ ਨੇ ਦੱਸਿਆ ਕਿ ਵਲੰਟੀਅਰਾਂ ਨੇ ਪਿੰਡ ਵਿੱਚ ਸਫ਼ਾਈ ਅਭਿਆਨ ਚਲਾ ਕੇ ਲੋਕਾਂ ਨੂੰ ਸਵੱਛਤਾ ਦਾ ਸੁਨੇਹਾ ਦਿੱਤਾ। — [451, 296, 666, 341]
article-headline: ਦੇਸ਼ ਭਗਤ ਯੂਨੀਵਰਸਿਟੀ ਨੇ ਪਹਿਲੇ ਡੀਬੀਯੂ ਮਾਡਲ ਯੂਨਾਈਟਿਡ ਨੇਸ਼ਨਜ਼-2025 ਦੀ ਕੀਤੀ ਮੇਜ਼ਬਾਨੀ — [13, 887, 254, 921]
body-paragraph: ਸਕੂਲ ਪ੍ਰਿੰਸੀਪਲ ਨੇ ਵਿਦਿਆਰਥੀਆਂ ਦੀ ਹੌਸਲਾ ਅਫ਼ਜ਼ਾਈ ਕਰਦਿਆਂ ਕਿਹਾ ਕਿ ਅਜਿਹੀਆਂ ਗਤੀਵਿਧੀਆਂ ਨਾਲ ਬੱਚਿਆਂ ਦਾ ਸਰਵਪੱਖੀ ਵਿਕਾਸ ਹੁੰਦਾ ਹੈ। ਵਿਦਿਆਰਥੀਆਂ ਨੇ ਬੜੇ ਉਤਸ਼ਾਹ ਨਾਲ ਭਾਗ ਲੈ ਕੇ ਆਪਣੀ ਪ੍ਰਤਿਭਾ ਦਾ ਪ੍ਰਦਰਸ਼ਨ ਕੀਤਾ। ਸਮਾਗਮ ਦੇ ਅੰਤ ਵਿੱਚ ਜੇਤੂ ਵਿਦਿਆਰਥੀਆਂ ਨੂੰ ਇਨਾਮ ਤਕਸੀਮ ਕੀਤੇ ਗਏ ਅਤੇ ਸਮੂਹ ਸਟਾਫ਼ ਦਾ ਧੰਨਵਾਦ ਕੀਤਾ ਗਿਆ। — [6, 1066, 260, 1252]
body-paragraph: ਅਧਿਕਾਰੀਆਂ ਨੇ ਦੱਸਿਆ ਕਿ ਮਾਮਲੇ ਦੀ ਜਾਂਚ ਜਾਰੀ ਹੈ ਅਤੇ ਜਲਦ ਹੀ ਦੋਸ਼ੀਆਂ ਖ਼ਿਲਾਫ਼ ਸਖ਼ਤ ਕਾਰਵਾਈ ਅਮਲ ਵਿੱਚ ਲਿਆਂਦੀ ਜਾਵੇਗੀ। ਸੂਤਰਾਂ ਅਨੁਸਾਰ ਉੱਚ ਪੱਧਰੀ ਜਾਂਚ ਕਮੇਟੀ ਦਾ ਗਠਨ ਕਰ ਦਿੱਤਾ ਗਿਆ ਹੈ ਜੋ ਆਪਣੀ ਰਿਪੋਰਟ ਜਲਦ ਸੌਂਪੇਗੀ। ਹਰ ਪਹਿਲੂ ਦੀ ਬਾਰੀਕੀ ਨਾਲ ਘੋਖ ਕੀਤੀ ਜਾ ਰਹੀ ਹੈ ਅਤੇ ਕਿਸੇ ਵੀ ਦੋਸ਼ੀ ਨੂੰ ਬਖਸ਼ਿਆ ਨਹੀਂ ਜਾਵੇਗਾ। — [897, 113, 1198, 442]
body-paragraph: ਇਸ ਮੌਕੇ ਵੱਡੀ ਗਿਣਤੀ ਵਿੱਚ ਇਲਾਕਾ ਨਿਵਾਸੀ, ਵਿਦਿਆਰਥੀ ਅਤੇ ਪਤਵੰਤੇ ਸੱਜਣ ਹਾਜ਼ਰ ਸਨ। ਬੁਲਾਰਿਆਂ ਨੇ ਆਪਣੇ ਸੰਬੋਧਨ ਵਿੱਚ ਕਿਹਾ ਕਿ ਸਮਾਜ ਦੀ ਭਲਾਈ ਲਈ ਸਾਰਿਆਂ ਨੂੰ ਮਿਲ ਕੇ ਹੰਭਲਾ ਮਾਰਨ ਦੀ ਲੋੜ ਹੈ ਅਤੇ ਨੌਜਵਾਨ ਪੀੜ੍ਹੀ ਨੂੰ ਨਸ਼ਿਆਂ ਤੋਂ ਦੂਰ ਰਹਿ ਕੇ ਖੇਡਾਂ ਅਤੇ ਪੜ੍ਹਾਈ ਵੱਲ ਧਿਆਨ ਦੇਣਾ ਚਾਹੀਦਾ ਹੈ। ਉਨ੍ਹਾਂ ਕਿਹਾ ਕਿ ਅਜਿਹੇ ਉਪਰਾਲੇ ਸਮਾਜ ਨੂੰ ਚੰਗੀ ਸੇਧ ਦਿੰਦੇ ਹਨ। — [774, 1111, 1008, 1186]
subhead-exit-poll: ਏਗਜ਼ਿਟ ਪੋਲ ਬਿਲਕੁਲ … — [335, 867, 449, 882]
subhead-delhi-blast: ਦਿੱਲੀ ਬਲਾਸਟ ਦੇ … — [844, 742, 938, 757]
nss-column-1 — [276, 112, 443, 585]
body-paragraph: ਸਮਾਗਮ ਦੌਰਾਨ ਪ੍ਰਬੰਧਕਾਂ ਵੱਲੋਂ ਆਏ ਹੋਏ ਮਹਿਮਾਨਾਂ ਦਾ ਵਿਸ਼ੇਸ਼ ਸਨਮਾਨ ਕੀਤਾ ਗਿਆ ਅਤੇ ਭਵਿੱਖ ਵਿੱਚ ਵੀ ਅਜਿਹੇ ਸਮਾਗਮ ਕਰਵਾਉਂਦੇ ਰਹਿਣ ਦਾ ਭਰੋਸਾ ਦਿੱਤਾ ਗਿਆ। ਹਾਜ਼ਰੀਨ ਨੇ ਪ੍ਰਬੰਧਕਾਂ ਦੇ ਇਸ ਉੱਦਮ ਦੀ ਭਰਪੂਰ ਸ਼ਲਾਘਾ ਕਰਦਿਆਂ ਹਰ ਤਰ੍ਹਾਂ ਦੇ ਸਹਿਯੋਗ ਦਾ ਵਾਅਦਾ ਕੀਤਾ। ਅੰਤ ਵਿੱਚ ਸਭਨਾਂ ਦਾ ਧੰਨਵਾਦ ਕੀਤਾ ਗਿਆ। — [1205, 113, 1506, 430]
body-paragraph: ਸਕੂਲ ਪ੍ਰਿੰਸੀਪਲ ਨੇ ਵਿਦਿਆਰਥੀਆਂ ਦੀ ਹੌਸਲਾ ਅਫ਼ਜ਼ਾਈ ਕਰਦਿਆਂ ਕਿਹਾ ਕਿ ਅਜਿਹੀਆਂ ਗਤੀਵਿਧੀਆਂ ਨਾਲ ਬੱਚਿਆਂ ਦਾ ਸਰਵਪੱਖੀ ਵਿਕਾਸ ਹੁੰਦਾ ਹੈ। ਵਿਦਿਆਰਥੀਆਂ ਨੇ ਬੜੇ ਉਤਸ਼ਾਹ ਨਾਲ ਭਾਗ ਲੈ ਕੇ ਆਪਣੀ ਪ੍ਰਤਿਭਾ ਦਾ ਪ੍ਰਦਰਸ਼ਨ ਕੀਤਾ। ਸਮਾਗਮ ਦੇ ਅੰਤ ਵਿੱਚ ਜੇਤੂ ਵਿਦਿਆਰਥੀਆਂ ਨੂੰ ਇਨਾਮ ਤਕਸੀਮ ਕੀਤੇ ਗਏ ਅਤੇ ਸਮੂਹ ਸਟਾਫ਼ ਦਾ ਧੰਨਵਾਦ ਕੀਤਾ ਗਿਆ। — [1205, 113, 1352, 206]
body-paragraph: ਇਸ ਮੌਕੇ ਵੱਡੀ ਗਿਣਤੀ ਵਿੱਚ ਇਲਾਕਾ ਨਿਵਾਸੀ, ਵਿਦਿਆਰਥੀ ਅਤੇ ਪਤਵੰਤੇ ਸੱਜਣ ਹਾਜ਼ਰ ਸਨ। ਬੁਲਾਰਿਆਂ ਨੇ ਆਪਣੇ ਸੰਬੋਧਨ ਵਿੱਚ ਕਿਹਾ ਕਿ ਸਮਾਜ ਦੀ ਭਲਾਈ ਲਈ ਸਾਰਿਆਂ ਨੂੰ ਮਿਲ ਕੇ ਹੰਭਲਾ ਮਾਰਨ ਦੀ ਲੋੜ ਹੈ ਅਤੇ ਨੌਜਵਾਨ ਪੀੜ੍ਹੀ ਨੂੰ ਨਸ਼ਿਆਂ ਤੋਂ ਦੂਰ ਰਹਿ ਕੇ ਖੇਡਾਂ ਅਤੇ ਪੜ੍ਹਾਈ ਵੱਲ ਧਿਆਨ ਦੇਣਾ ਚਾਹੀਦਾ ਹੈ। ਉਨ੍ਹਾਂ ਕਿਹਾ ਕਿ ਅਜਿਹੇ ਉਪਰਾਲੇ ਸਮਾਜ ਨੂੰ ਚੰਗੀ ਸੇਧ ਦਿੰਦੇ ਹਨ। — [276, 1424, 509, 1500]
article-nss-camp — [276, 43, 1506, 585]
photo-food-festival — [6, 87, 260, 220]
newspaper-title: ਹੱਕ ਸੱਚ ਦਾ ਪਹਿਰੇਦਾਰ — [39, 5, 210, 28]
body-paragraph: ਅਧਿਕਾਰੀਆਂ ਨੇ ਦੱਸਿਆ ਕਿ ਮਾਮਲੇ ਦੀ ਜਾਂਚ ਜਾਰੀ ਹੈ ਅਤੇ ਜਲਦ ਹੀ ਦੋਸ਼ੀਆਂ ਖ਼ਿਲਾਫ਼ ਸਖ਼ਤ ਕਾਰਵਾਈ ਅਮਲ ਵਿੱਚ ਲਿਆਂਦੀ ਜਾਵੇਗੀ। ਸੂਤਰਾਂ ਅਨੁਸਾਰ ਉੱਚ ਪੱਧਰੀ ਜਾਂਚ ਕਮੇਟੀ ਦਾ ਗਠਨ ਕਰ ਦਿੱਤਾ ਗਿਆ ਹੈ ਜੋ ਆਪਣੀ ਰਿਪੋਰਟ ਜਲਦ ਸੌਂਪੇਗੀ। ਹਰ ਪਹਿਲੂ ਦੀ ਬਾਰੀਕੀ ਨਾਲ ਘੋਖ ਕੀਤੀ ਜਾ ਰਹੀ ਹੈ ਅਤੇ ਕਿਸੇ ਵੀ ਦੋਸ਼ੀ ਨੂੰ ਬਖਸ਼ਿਆ ਨਹੀਂ ਜਾਵੇਗਾ। — [276, 471, 443, 553]
body-paragraph: ਇਸ ਮੌਕੇ ਵੱਡੀ ਗਿਣਤੀ ਵਿੱਚ ਇਲਾਕਾ ਨਿਵਾਸੀ, ਵਿਦਿਆਰਥੀ ਅਤੇ ਪਤਵੰਤੇ ਸੱਜਣ ਹਾਜ਼ਰ ਸਨ। ਬੁਲਾਰਿਆਂ ਨੇ ਆਪਣੇ ਸੰਬੋਧਨ ਵਿੱਚ ਕਿਹਾ ਕਿ ਸਮਾਜ ਦੀ ਭਲਾਈ ਲਈ ਸਾਰਿਆਂ ਨੂੰ ਮਿਲ ਕੇ ਹੰਭਲਾ ਮਾਰਨ ਦੀ ਲੋੜ ਹੈ ਅਤੇ ਨੌਜਵਾਨ ਪੀੜ੍ਹੀ ਨੂੰ ਨਸ਼ਿਆਂ ਤੋਂ ਦੂਰ ਰਹਿ ਕੇ ਖੇਡਾਂ ਅਤੇ ਪੜ੍ਹਾਈ ਵੱਲ ਧਿਆਨ ਦੇਣਾ ਚਾਹੀਦਾ ਹੈ। ਉਨ੍ਹਾਂ ਕਿਹਾ ਕਿ ਅਜਿਹੇ ਉਪਰਾਲੇ ਸਮਾਜ ਨੂੰ ਚੰਗੀ ਸੇਧ ਦਿੰਦੇ ਹਨ। — [525, 776, 758, 851]
subhead-blast-makers: ਦਿੱਲੀ 'ਚ ਬਲਾਸਟ ਕਰਨ ਵਾਲੇ … — [1066, 825, 1214, 839]
body-paragraph: ਸਕੂਲ ਪ੍ਰਿੰਸੀਪਲ ਨੇ ਵਿਦਿਆਰਥੀਆਂ ਦੀ ਹੌਸਲਾ ਅਫ਼ਜ਼ਾਈ ਕਰਦਿਆਂ ਕਿਹਾ ਕਿ ਅਜਿਹੀਆਂ ਗਤੀਵਿਧੀਆਂ ਨਾਲ ਬੱਚਿਆਂ ਦਾ ਸਰਵਪੱਖੀ ਵਿਕਾਸ ਹੁੰਦਾ ਹੈ। ਵਿਦਿਆਰਥੀਆਂ ਨੇ ਬੜੇ ਉਤਸ਼ਾਹ ਨਾਲ ਭਾਗ ਲੈ ਕੇ ਆਪਣੀ ਪ੍ਰਤਿਭਾ ਦਾ ਪ੍ਰਦਰਸ਼ਨ ਕੀਤਾ। ਸਮਾਗਮ ਦੇ ਅੰਤ ਵਿੱਚ ਜੇਤੂ ਵਿਦਿਆਰਥੀਆਂ ਨੂੰ ਇਨਾਮ ਤਕਸੀਮ ਕੀਤੇ ਗਏ ਅਤੇ ਸਮੂਹ ਸਟਾਫ਼ ਦਾ ਧੰਨਵਾਦ ਕੀਤਾ ਗਿਆ। — [897, 199, 1043, 292]
body-paragraph: ਸਮਾਗਮ ਦੌਰਾਨ ਪ੍ਰਬੰਧਕਾਂ ਵੱਲੋਂ ਆਏ ਹੋਏ ਮਹਿਮਾਨਾਂ ਦਾ ਵਿਸ਼ੇਸ਼ ਸਨਮਾਨ ਕੀਤਾ ਗਿਆ ਅਤੇ ਭਵਿੱਖ ਵਿੱਚ ਵੀ ਅਜਿਹੇ ਸਮਾਗਮ ਕਰਵਾਉਂਦੇ ਰਹਿਣ ਦਾ ਭਰੋਸਾ ਦਿੱਤਾ ਗਿਆ। ਹਾਜ਼ਰੀਨ ਨੇ ਪ੍ਰਬੰਧਕਾਂ ਦੇ ਇਸ ਉੱਦਮ ਦੀ ਭਰਪੂਰ ਸ਼ਲਾਘਾ ਕਰਦਿਆਂ ਹਰ ਤਰ੍ਹਾਂ ਦੇ ਸਹਿਯੋਗ ਦਾ ਵਾਅਦਾ ਕੀਤਾ। ਅੰਤ ਵਿੱਚ ਸਭਨਾਂ ਦਾ ਧੰਨਵਾਦ ਕੀਤਾ ਗਿਆ। — [525, 858, 758, 921]
body-paragraph: ਉਨ੍ਹਾਂ ਕਿਹਾ ਕਿ ਸਰਕਾਰ ਦੀਆਂ ਲੋਕ ਵਿਰੋਧੀ ਨੀਤੀਆਂ ਕਾਰਨ ਆਮ ਜਨਤਾ ਬੁਰੀ ਤਰ੍ਹਾਂ ਪ੍ਰੇਸ਼ਾਨ ਹੈ ਅਤੇ ਮਹਿੰਗਾਈ ਤੇ ਬੇਰੁਜ਼ਗਾਰੀ ਸਿਖਰਾਂ ਛੂਹ ਰਹੀ ਹੈ। ਆਉਣ ਵਾਲੀਆਂ ਚੋਣਾਂ ਵਿੱਚ ਲੋਕ ਇਸ ਦਾ ਮੂੰਹ ਤੋੜ ਜਵਾਬ ਦੇਣਗੇ। ਉਨ੍ਹਾਂ ਵਰਕਰਾਂ ਨੂੰ ਸੱਦਾ ਦਿੱਤਾ ਕਿ ਉਹ ਪਿੰਡ-ਪਿੰਡ ਜਾ ਕੇ ਲੋਕਾਂ ਨੂੰ ਸਰਕਾਰ ਦੀਆਂ ਨਾਕਾਮੀਆਂ ਤੋਂ ਜਾਣੂ ਕਰਵਾਉਣ। — [774, 668, 1008, 731]
nss-right-columns — [897, 112, 1506, 585]
body-paragraph: ਉਨ੍ਹਾਂ ਕਿਹਾ ਕਿ ਸਰਕਾਰ ਦੀਆਂ ਲੋਕ ਵਿਰੋਧੀ ਨੀਤੀਆਂ ਕਾਰਨ ਆਮ ਜਨਤਾ ਬੁਰੀ ਤਰ੍ਹਾਂ ਪ੍ਰੇਸ਼ਾਨ ਹੈ ਅਤੇ ਮਹਿੰਗਾਈ ਤੇ ਬੇਰੁਜ਼ਗਾਰੀ ਸਿਖਰਾਂ ਛੂਹ ਰਹੀ ਹੈ। ਆਉਣ ਵਾਲੀਆਂ ਚੋਣਾਂ ਵਿੱਚ ਲੋਕ ਇਸ ਦਾ ਮੂੰਹ ਤੋੜ ਜਵਾਬ ਦੇਣਗੇ। ਉਨ੍ਹਾਂ ਵਰਕਰਾਂ ਨੂੰ ਸੱਦਾ ਦਿੱਤਾ ਕਿ ਉਹ ਪਿੰਡ-ਪਿੰਡ ਜਾ ਕੇ ਲੋਕਾਂ ਨੂੰ ਸਰਕਾਰ ਦੀਆਂ ਨਾਕਾਮੀਆਂ ਤੋਂ ਜਾਣੂ ਕਰਵਾਉਣ। — [6, 1381, 260, 1435]
article-body — [6, 225, 260, 445]
body-paragraph: ਸਕੂਲ ਪ੍ਰਿੰਸੀਪਲ ਨੇ ਵਿਦਿਆਰਥੀਆਂ ਦੀ ਹੌਸਲਾ ਅਫ਼ਜ਼ਾਈ ਕਰਦਿਆਂ ਕਿਹਾ ਕਿ ਅਜਿਹੀਆਂ ਗਤੀਵਿਧੀਆਂ ਨਾਲ ਬੱਚਿਆਂ ਦਾ ਸਰਵਪੱਖੀ ਵਿਕਾਸ ਹੁੰਦਾ ਹੈ। ਵਿਦਿਆਰਥੀਆਂ ਨੇ ਬੜੇ ਉਤਸ਼ਾਹ ਨਾਲ ਭਾਗ ਲੈ ਕੇ ਆਪਣੀ ਪ੍ਰਤਿਭਾ ਦਾ ਪ੍ਰਦਰਸ਼ਨ ਕੀਤਾ। ਸਮਾਗਮ ਦੇ ਅੰਤ ਵਿੱਚ ਜੇਤੂ ਵਿਦਿਆਰਥੀਆਂ ਨੂੰ ਇਨਾਮ ਤਕਸੀਮ ਕੀਤੇ ਗਏ ਅਤੇ ਸਮੂਹ ਸਟਾਫ਼ ਦਾ ਧੰਨਵਾਦ ਕੀਤਾ ਗਿਆ। — [525, 1068, 758, 1130]
subhead-amrit: ਅੰਮ੍ਰਿਤ ਛਕਾਉਣ ਦੀ ਤਸੱਲੀ … — [320, 1196, 464, 1211]
body-paragraph: ਕੈਂਪ ਦੌਰਾਨ ਵਲੰਟੀਅਰਾਂ ਨੇ ਸਫ਼ਾਈ ਮੁਹਿੰਮ, ਰੁੱਖ ਲਗਾਉਣ, ਖੂਨਦਾਨ ਜਾਗਰੂਕਤਾ ਅਤੇ ਨਸ਼ਾ ਵਿਰੋਧੀ ਰੈਲੀ ਵਰਗੀਆਂ ਗਤੀਵਿਧੀਆਂ ਵਿੱਚ ਵਧ-ਚੜ੍ਹ ਕੇ ਹਿੱਸਾ ਲਿਆ। ਮਾਹਿਰ ਬੁਲਾਰਿਆਂ ਨੇ ਵੱਖ-ਵੱਖ ਵਿਸ਼ਿਆਂ ਉੱਤੇ ਭਾਸ਼ਣ ਦਿੱਤੇ ਅਤੇ ਵਿਦਿਆਰਥੀਆਂ ਨੂੰ ਸਮਾਜ ਸੇਵਾ ਲਈ ਪ੍ਰੇਰਿਤ ਕੀਤਾ। ਵਲੰਟੀਅਰਾਂ ਨੇ ਸੱਭਿਆਚਾਰਕ ਪ੍ਰੋਗਰਾਮ ਵੀ ਪੇਸ਼ ਕੀਤੇ। — [525, 1430, 758, 1492]
article-law-order — [6, 1260, 260, 1643]
body-paragraph: ਇਸ ਮੌਕੇ ਵੱਡੀ ਗਿਣਤੀ ਵਿੱਚ ਇਲਾਕਾ ਨਿਵਾਸੀ, ਵਿਦਿਆਰਥੀ ਅਤੇ ਪਤਵੰਤੇ ਸੱਜਣ ਹਾਜ਼ਰ ਸਨ। ਬੁਲਾਰਿਆਂ ਨੇ ਆਪਣੇ ਸੰਬੋਧਨ ਵਿੱਚ ਕਿਹਾ ਕਿ ਸਮਾਜ ਦੀ ਭਲਾਈ ਲਈ ਸਾਰਿਆਂ ਨੂੰ ਮਿਲ ਕੇ ਹੰਭਲਾ ਮਾਰਨ ਦੀ ਲੋੜ ਹੈ ਅਤੇ ਨੌਜਵਾਨ ਪੀੜ੍ਹੀ ਨੂੰ ਨਸ਼ਿਆਂ ਤੋਂ ਦੂਰ ਰਹਿ ਕੇ ਖੇਡਾਂ ਅਤੇ ਪੜ੍ਹਾਈ ਵੱਲ ਧਿਆਨ ਦੇਣਾ ਚਾਹੀਦਾ ਹੈ। ਉਨ੍ਹਾਂ ਕਿਹਾ ਕਿ ਅਜਿਹੇ ਉਪਰਾਲੇ ਸਮਾਜ ਨੂੰ ਚੰਗੀ ਸੇਧ ਦਿੰਦੇ ਹਨ। — [1023, 1237, 1257, 1312]
body-paragraph: ਇਸ ਮੌਕੇ ਵੱਡੀ ਗਿਣਤੀ ਵਿੱਚ ਇਲਾਕਾ ਨਿਵਾਸੀ, ਵਿਦਿਆਰਥੀ ਅਤੇ ਪਤਵੰਤੇ ਸੱਜਣ ਹਾਜ਼ਰ ਸਨ। ਬੁਲਾਰਿਆਂ ਨੇ ਆਪਣੇ ਸੰਬੋਧਨ ਵਿੱਚ ਕਿਹਾ ਕਿ ਸਮਾਜ ਦੀ ਭਲਾਈ ਲਈ ਸਾਰਿਆਂ ਨੂੰ ਮਿਲ ਕੇ ਹੰਭਲਾ ਮਾਰਨ ਦੀ ਲੋੜ ਹੈ ਅਤੇ ਨੌਜਵਾਨ ਪੀੜ੍ਹੀ ਨੂੰ ਨਸ਼ਿਆਂ ਤੋਂ ਦੂਰ ਰਹਿ ਕੇ ਖੇਡਾਂ ਅਤੇ ਪੜ੍ਹਾਈ ਵੱਲ ਧਿਆਨ ਦੇਣਾ ਚਾਹੀਦਾ ਹੈ। ਉਨ੍ਹਾਂ ਕਿਹਾ ਕਿ ਅਜਿਹੇ ਉਪਰਾਲੇ ਸਮਾਜ ਨੂੰ ਚੰਗੀ ਸੇਧ ਦਿੰਦੇ ਹਨ। — [897, 298, 1043, 391]
subhead-home-minister-shah: ਗ੍ਰਹਿ ਮੰਤਰੀ ਸ਼ਾਹ ਨੇ … — [1334, 672, 1445, 687]
subhead-bihar-elections: ਬਿਹਾਰ ਚੋਣਾਂ 'ਚ 17… — [340, 608, 444, 622]
nss-photos — [451, 112, 889, 288]
page-body — [0, 36, 1512, 2391]
body-paragraph: ਧਰਮਕੋਟ, 12 ਨਵੰਬਰ (ਵਰਗਮ): ਮੋਗਾ ਦੇ ਵਿਦਿਅਕ ਖੇਤਰ ਦੀਆਂ ਸਫ਼ਾਂ ਤੋਂ ਮੋਹਰੀ ਐਸ ਐਮ ਸੀ ਵਿਦਿਅਕ ਸੰਸਥਾਵਾਂ ਦੇ ਪਬਲਿਕ ਸਕੂਲ ਵਿੱਚ ਬੀਤੇ ਦਿਨੀਂ ਫੂਡ ਫੈਸਟੀਵਲ ਦਾ ਸ਼ਾਨਦਾਰ ਆਯੋਜਨ ਕੀਤਾ ਗਿਆ। ਨੰਨ੍ਹੇ-ਮੁੰਨੇ ਵਿਦਿਆਰਥੀਆਂ ਵੱਲੋਂ ਵੱਖ-ਵੱਖ ਤਰ੍ਹਾਂ ਦੇ ਸੁਆਦੀ ਅਤੇ ਪੌਸ਼ਟਿਕ ਪਕਵਾਨਾਂ ਦੇ ਸਟਾਲ ਲਗਾਏ ਗਏ, ਜਿਨ੍ਹਾਂ ਦੀ ਹਾਜ਼ਰ ਮਾਪਿਆਂ ਅਤੇ ਮਹਿਮਾਨਾਂ ਨੇ ਭਰਪੂਰ ਸ਼ਲਾਘਾ ਕੀਤੀ। ਸਕੂਲ ਮੈਨੇਜਮੈਂਟ ਨੇ ਦੱਸਿਆ ਕਿ ਅਜਿਹੇ ਸਮਾਗਮਾਂ ਦਾ ਮਕਸਦ ਬੱਚਿਆਂ ਅੰਦਰ ਆਤਮ-ਵਿਸ਼ਵਾਸ ਅਤੇ ਸਿਰਜਣਾਤਮਕਤਾ ਪੈਦਾ ਕਰਨਾ ਹੈ। — [6, 226, 130, 365]
continued-from-page1-section — [276, 591, 1506, 2387]
imprint-text: Editor, Printer and Publisher Rishabdeep Singh, Printed at: Impression Printing & Packaging (Ltd.) Plot No. 22 Phase-2 industrial Area Panchkula (Haryana) 134109 & Published From 3223, First Floor, Sector-35D, Chandigarh — [9, 2395, 990, 2406]
article-body — [6, 1066, 260, 1253]
body-paragraph: ਅਧਿਕਾਰੀਆਂ ਨੇ ਦੱਸਿਆ ਕਿ ਮਾਮਲੇ ਦੀ ਜਾਂਚ ਜਾਰੀ ਹੈ ਅਤੇ ਜਲਦ ਹੀ ਦੋਸ਼ੀਆਂ ਖ਼ਿਲਾਫ਼ ਸਖ਼ਤ ਕਾਰਵਾਈ ਅਮਲ ਵਿੱਚ ਲਿਆਂਦੀ ਜਾਵੇਗੀ। ਸੂਤਰਾਂ ਅਨੁਸਾਰ ਉੱਚ ਪੱਧਰੀ ਜਾਂਚ ਕਮੇਟੀ ਦਾ ਗਠਨ ਕਰ ਦਿੱਤਾ ਗਿਆ ਹੈ ਜੋ ਆਪਣੀ ਰਿਪੋਰਟ ਜਲਦ ਸੌਂਪੇਗੀ। ਹਰ ਪਹਿਲੂ ਦੀ ਬਾਰੀਕੀ ਨਾਲ ਘੋਖ ਕੀਤੀ ਜਾ ਰਹੀ ਹੈ ਅਤੇ ਕਿਸੇ ਵੀ ਦੋਸ਼ੀ ਨੂੰ ਬਖਸ਼ਿਆ ਨਹੀਂ ਜਾਵੇਗਾ। — [525, 1290, 758, 1352]
body-paragraph: ਤਰਨਤਾਰਨ ਦੀ ਜ਼ਿਮਨੀ ਚੋਣ ਲਈ ਸਿਆਸੀ ਸਰਗਰਮੀਆਂ ਤੇਜ਼ ਹੋ ਗਈਆਂ ਹਨ। ਸਾਰੀਆਂ ਧਿਰਾਂ ਨੇ ਆਪੋ-ਆਪਣੇ ਉਮੀਦਵਾਰਾਂ ਦੇ ਹੱਕ ਵਿੱਚ ਚੋਣ ਪ੍ਰਚਾਰ ਜ਼ੋਰਾਂ-ਸ਼ੋਰਾਂ ਨਾਲ ਸ਼ੁਰੂ ਕਰ ਦਿੱਤਾ ਹੈ ਅਤੇ ਵੱਡੇ ਆਗੂ ਰੈਲੀਆਂ ਕਰ ਰਹੇ ਹਨ। — [1272, 1215, 1506, 1265]
body-paragraph: ਬਾਲੀਵੁੱਡ ਦੇ ਉੱਘੇ ਅਦਾਕਾਰ ਧਰਮਿੰਦਰ ਦਿਓਲ ਦੀ ਸਿਹਤ ਬਾਰੇ ਪਰਿਵਾਰ ਨੇ ਦੱਸਿਆ ਕਿ ਉਨ੍ਹਾਂ ਦੀ ਹਾਲਤ ਹੁਣ ਸਥਿਰ ਹੈ ਅਤੇ ਡਾਕਟਰਾਂ ਦੀ ਨਿਗਰਾਨੀ ਹੇਠ ਇਲਾਜ ਜਾਰੀ ਹੈ। ਪ੍ਰਸ਼ੰਸਕਾਂ ਅਤੇ ਫ਼ਿਲਮੀ ਹਸਤੀਆਂ ਨੇ ਉਨ੍ਹਾਂ ਦੀ ਜਲਦ ਸਿਹਤਯਾਬੀ ਲਈ ਦੁਆਵਾਂ ਕੀਤੀਆਂ। — [276, 1367, 509, 1417]
continued-from-page1-label: ਸਫ਼ਾ 1 ਦੀ ਬਾਕੀ… — [525, 598, 757, 630]
issue-date: ਬੁੱਧਵਾਰ 12 ਨਵੰਬਰ 2025 — [1081, 9, 1222, 25]
article-food-festival — [6, 43, 260, 445]
article-headline: ਕਾਨੂੰਨ ਵਿਵਸਥਾ ਦੇਸ਼ ਹੇਠ ਕਾਰਨ ਪੰਜਾਬ ਦੀ ਜਨਤਾ 'ਚ ਬਦਲਾਅ ਤਰ ਦਾ ਮਾਹੌਲ : ਜੋਗਿੰਦਰ ਤਾਸ਼ੀਰਤ — [11, 1267, 255, 1299]
body-paragraph: ਉਨ੍ਹਾਂ ਕਿਹਾ ਕਿ ਸਰਕਾਰ ਦੀਆਂ ਲੋਕ ਵਿਰੋਧੀ ਨੀਤੀਆਂ ਕਾਰਨ ਆਮ ਜਨਤਾ ਬੁਰੀ ਤਰ੍ਹਾਂ ਪ੍ਰੇਸ਼ਾਨ ਹੈ ਅਤੇ ਮਹਿੰਗਾਈ ਤੇ ਬੇਰੁਜ਼ਗਾਰੀ ਸਿਖਰਾਂ ਛੂਹ ਰਹੀ ਹੈ। ਆਉਣ ਵਾਲੀਆਂ ਚੋਣਾਂ ਵਿੱਚ ਲੋਕ ਇਸ ਦਾ ਮੂੰਹ ਤੋੜ ਜਵਾਬ ਦੇਣਗੇ। ਉਨ੍ਹਾਂ ਵਰਕਰਾਂ ਨੂੰ ਸੱਦਾ ਦਿੱਤਾ ਕਿ ਉਹ ਪਿੰਡ-ਪਿੰਡ ਜਾ ਕੇ ਲੋਕਾਂ ਨੂੰ ਸਰਕਾਰ ਦੀਆਂ ਨਾਕਾਮੀਆਂ ਤੋਂ ਜਾਣੂ ਕਰਵਾਉਣ। — [1272, 763, 1506, 826]
body-paragraph: ਸਮਾਗਮ ਦੌਰਾਨ ਪ੍ਰਬੰਧਕਾਂ ਵੱਲੋਂ ਆਏ ਹੋਏ ਮਹਿਮਾਨਾਂ ਦਾ ਵਿਸ਼ੇਸ਼ ਸਨਮਾਨ ਕੀਤਾ ਗਿਆ ਅਤੇ ਭਵਿੱਖ ਵਿੱਚ ਵੀ ਅਜਿਹੇ ਸਮਾਗਮ ਕਰਵਾਉਂਦੇ ਰਹਿਣ ਦਾ ਭਰੋਸਾ ਦਿੱਤਾ ਗਿਆ। ਹਾਜ਼ਰੀਨ ਨੇ ਪ੍ਰਬੰਧਕਾਂ ਦੇ ਇਸ ਉੱਦਮ ਦੀ ਭਰਪੂਰ ਸ਼ਲਾਘਾ ਕਰਦਿਆਂ ਹਰ ਤਰ੍ਹਾਂ ਦੇ ਸਹਿਯੋਗ ਦਾ ਵਾਅਦਾ ਕੀਤਾ। ਅੰਤ ਵਿੱਚ ਸਭਨਾਂ ਦਾ ਧੰਨਵਾਦ ਕੀਤਾ ਗਿਆ। — [1023, 1167, 1257, 1230]
subhead-modi-govt: ਮੋਦੀ ਸਰਕਾਰ ਨੇ ਐਨ… — [838, 893, 944, 908]
masthead-emblem-icon — [19, 10, 32, 24]
body-paragraph: ਸਮਾਗਮ ਦੌਰਾਨ ਪ੍ਰਬੰਧਕਾਂ ਵੱਲੋਂ ਆਏ ਹੋਏ ਮਹਿਮਾਨਾਂ ਦਾ ਵਿਸ਼ੇਸ਼ ਸਨਮਾਨ ਕੀਤਾ ਗਿਆ ਅਤੇ ਭਵਿੱਖ ਵਿੱਚ ਵੀ ਅਜਿਹੇ ਸਮਾਗਮ ਕਰਵਾਉਂਦੇ ਰਹਿਣ ਦਾ ਭਰੋਸਾ ਦਿੱਤਾ ਗਿਆ। ਹਾਜ਼ਰੀਨ ਨੇ ਪ੍ਰਬੰਧਕਾਂ ਦੇ ਇਸ ਉੱਦਮ ਦੀ ਭਰਪੂਰ ਸ਼ਲਾਘਾ ਕਰਦਿਆਂ ਹਰ ਤਰ੍ਹਾਂ ਦੇ ਸਹਿਯੋਗ ਦਾ ਵਾਅਦਾ ਕੀਤਾ। ਅੰਤ ਵਿੱਚ ਸਭਨਾਂ ਦਾ ਧੰਨਵਾਦ ਕੀਤਾ ਗਿਆ। — [774, 1193, 1008, 1256]
body-paragraph: ਸੰਗੋਲ, 11 ਨਵੰਬਰ (ਜਸਵੀਰ ਸਿੰਘ ਵਢੈਲੀ): ਸ਼ਹੀਦ ਬਾਬਾ ਸੁਧਾ ਸਿੰਘ ਪੀ.ਐੱਮ ਸ਼੍ਰੀ ਸਰਕਾਰੀ ਸੀਨੀਅਰ ਸੈਕੰਡਰੀ ਸਕੂਲ ਕੁਠਾਲਾ ਵਿਖੇ ਲੱਗੇ ਸੱਤ ਦਿਨਾਂ ਐੱਨ.ਐੱਸ.ਐੱਸ ਕੈਂਪ ਦਾ ਸਮਾਪਤੀ ਸਮਾਰੋਹ ਬੜੀ ਸ਼ਾਨੋ-ਸ਼ੌਕਤ ਨਾਲ ਨੇਪਰੇ ਚੜ੍ਹਿਆ। ਜ਼ਿਲ੍ਹਾ ਐੱਨ.ਐੱਸ.ਐੱਸ ਕੋਆਰਡੀਨੇਟਰ ਅਤੇ ਸਕੂਲ ਪ੍ਰਿੰਸੀਪਲ ਨੇ ਸ਼ਮ੍ਹਾਂ ਰੌਸ਼ਨ ਕਰਕੇ ਸਮਾਗਮ ਦੀ ਸ਼ੁਰੂਆਤ ਕੀਤੀ। — [276, 113, 443, 194]
body-paragraph: ਉਨ੍ਹਾਂ ਕਿਹਾ ਕਿ ਸਰਕਾਰ ਦੀਆਂ ਲੋਕ ਵਿਰੋਧੀ ਨੀਤੀਆਂ ਕਾਰਨ ਆਮ ਜਨਤਾ ਬੁਰੀ ਤਰ੍ਹਾਂ ਪ੍ਰੇਸ਼ਾਨ ਹੈ ਅਤੇ ਮਹਿੰਗਾਈ ਤੇ ਬੇਰੁਜ਼ਗਾਰੀ ਸਿਖਰਾਂ ਛੂਹ ਰਹੀ ਹੈ। ਆਉਣ ਵਾਲੀਆਂ ਚੋਣਾਂ ਵਿੱਚ ਲੋਕ ਇਸ ਦਾ ਮੂੰਹ ਤੋੜ ਜਵਾਬ ਦੇਣਗੇ। ਉਨ੍ਹਾਂ ਵਰਕਰਾਂ ਨੂੰ ਸੱਦਾ ਦਿੱਤਾ ਕਿ ਉਹ ਪਿੰਡ-ਪਿੰਡ ਜਾ ਕੇ ਲੋਕਾਂ ਨੂੰ ਸਰਕਾਰ ਦੀਆਂ ਨਾਕਾਮੀਆਂ ਤੋਂ ਜਾਣੂ ਕਰਵਾਉਣ। — [1050, 262, 1198, 344]
body-paragraph: ਅਧਿਕਾਰੀਆਂ ਨੇ ਦੱਸਿਆ ਕਿ ਮਾਮਲੇ ਦੀ ਜਾਂਚ ਜਾਰੀ ਹੈ ਅਤੇ ਜਲਦ ਹੀ ਦੋਸ਼ੀਆਂ ਖ਼ਿਲਾਫ਼ ਸਖ਼ਤ ਕਾਰਵਾਈ ਅਮਲ ਵਿੱਚ ਲਿਆਂਦੀ ਜਾਵੇਗੀ। ਸੂਤਰਾਂ ਅਨੁਸਾਰ ਉੱਚ ਪੱਧਰੀ ਜਾਂਚ ਕਮੇਟੀ ਦਾ ਗਠਨ ਕਰ ਦਿੱਤਾ ਗਿਆ ਹੈ ਜੋ ਆਪਣੀ ਰਿਪੋਰਟ ਜਲਦ ਸੌਂਪੇਗੀ। ਹਰ ਪਹਿਲੂ ਦੀ ਬਾਰੀਕੀ ਨਾਲ ਘੋਖ ਕੀਤੀ ਜਾ ਰਹੀ ਹੈ ਅਤੇ ਕਿਸੇ ਵੀ ਦੋਸ਼ੀ ਨੂੰ ਬਖਸ਼ਿਆ ਨਹੀਂ ਜਾਵੇਗਾ। — [774, 820, 1008, 883]
body-paragraph: ਅਧਿਕਾਰੀਆਂ ਨੇ ਦੱਸਿਆ ਕਿ ਮਾਮਲੇ ਦੀ ਜਾਂਚ ਜਾਰੀ ਹੈ ਅਤੇ ਜਲਦ ਹੀ ਦੋਸ਼ੀਆਂ ਖ਼ਿਲਾਫ਼ ਸਖ਼ਤ ਕਾਰਵਾਈ ਅਮਲ ਵਿੱਚ ਲਿਆਂਦੀ ਜਾਵੇਗੀ। ਸੂਤਰਾਂ ਅਨੁਸਾਰ ਉੱਚ ਪੱਧਰੀ ਜਾਂਚ ਕਮੇਟੀ ਦਾ ਗਠਨ ਕਰ ਦਿੱਤਾ ਗਿਆ ਹੈ ਜੋ ਆਪਣੀ ਰਿਪੋਰਟ ਜਲਦ ਸੌਂਪੇਗੀ। ਹਰ ਪਹਿਲੂ ਦੀ ਬਾਰੀਕੀ ਨਾਲ ਘੋਖ ਕੀਤੀ ਜਾ ਰਹੀ ਹੈ ਅਤੇ ਕਿਸੇ ਵੀ ਦੋਸ਼ੀ ਨੂੰ ਬਖਸ਼ਿਆ ਨਹੀਂ ਜਾਵੇਗਾ। — [1359, 140, 1506, 233]
body-paragraph: ਇਸ ਮੌਕੇ ਵੱਡੀ ਗਿਣਤੀ ਵਿੱਚ ਇਲਾਕਾ ਨਿਵਾਸੀ, ਵਿਦਿਆਰਥੀ ਅਤੇ ਪਤਵੰਤੇ ਸੱਜਣ ਹਾਜ਼ਰ ਸਨ। ਬੁਲਾਰਿਆਂ ਨੇ ਆਪਣੇ ਸੰਬੋਧਨ ਵਿੱਚ ਕਿਹਾ ਕਿ ਸਮਾਜ ਦੀ ਭਲਾਈ ਲਈ ਸਾਰਿਆਂ ਨੂੰ ਮਿਲ ਕੇ ਹੰਭਲਾ ਮਾਰਨ ਦੀ ਲੋੜ ਹੈ ਅਤੇ ਨੌਜਵਾਨ ਪੀੜ੍ਹੀ ਨੂੰ ਨਸ਼ਿਆਂ ਤੋਂ ਦੂਰ ਰਹਿ ਕੇ ਖੇਡਾਂ ਅਤੇ ਪੜ੍ਹਾਈ ਵੱਲ ਧਿਆਨ ਦੇਣਾ ਚਾਹੀਦਾ ਹੈ। ਉਨ੍ਹਾਂ ਕਿਹਾ ਕਿ ਅਜਿਹੇ ਉਪਰਾਲੇ ਸਮਾਜ ਨੂੰ ਚੰਗੀ ਸੇਧ ਦਿੰਦੇ ਹਨ। — [276, 373, 443, 466]
